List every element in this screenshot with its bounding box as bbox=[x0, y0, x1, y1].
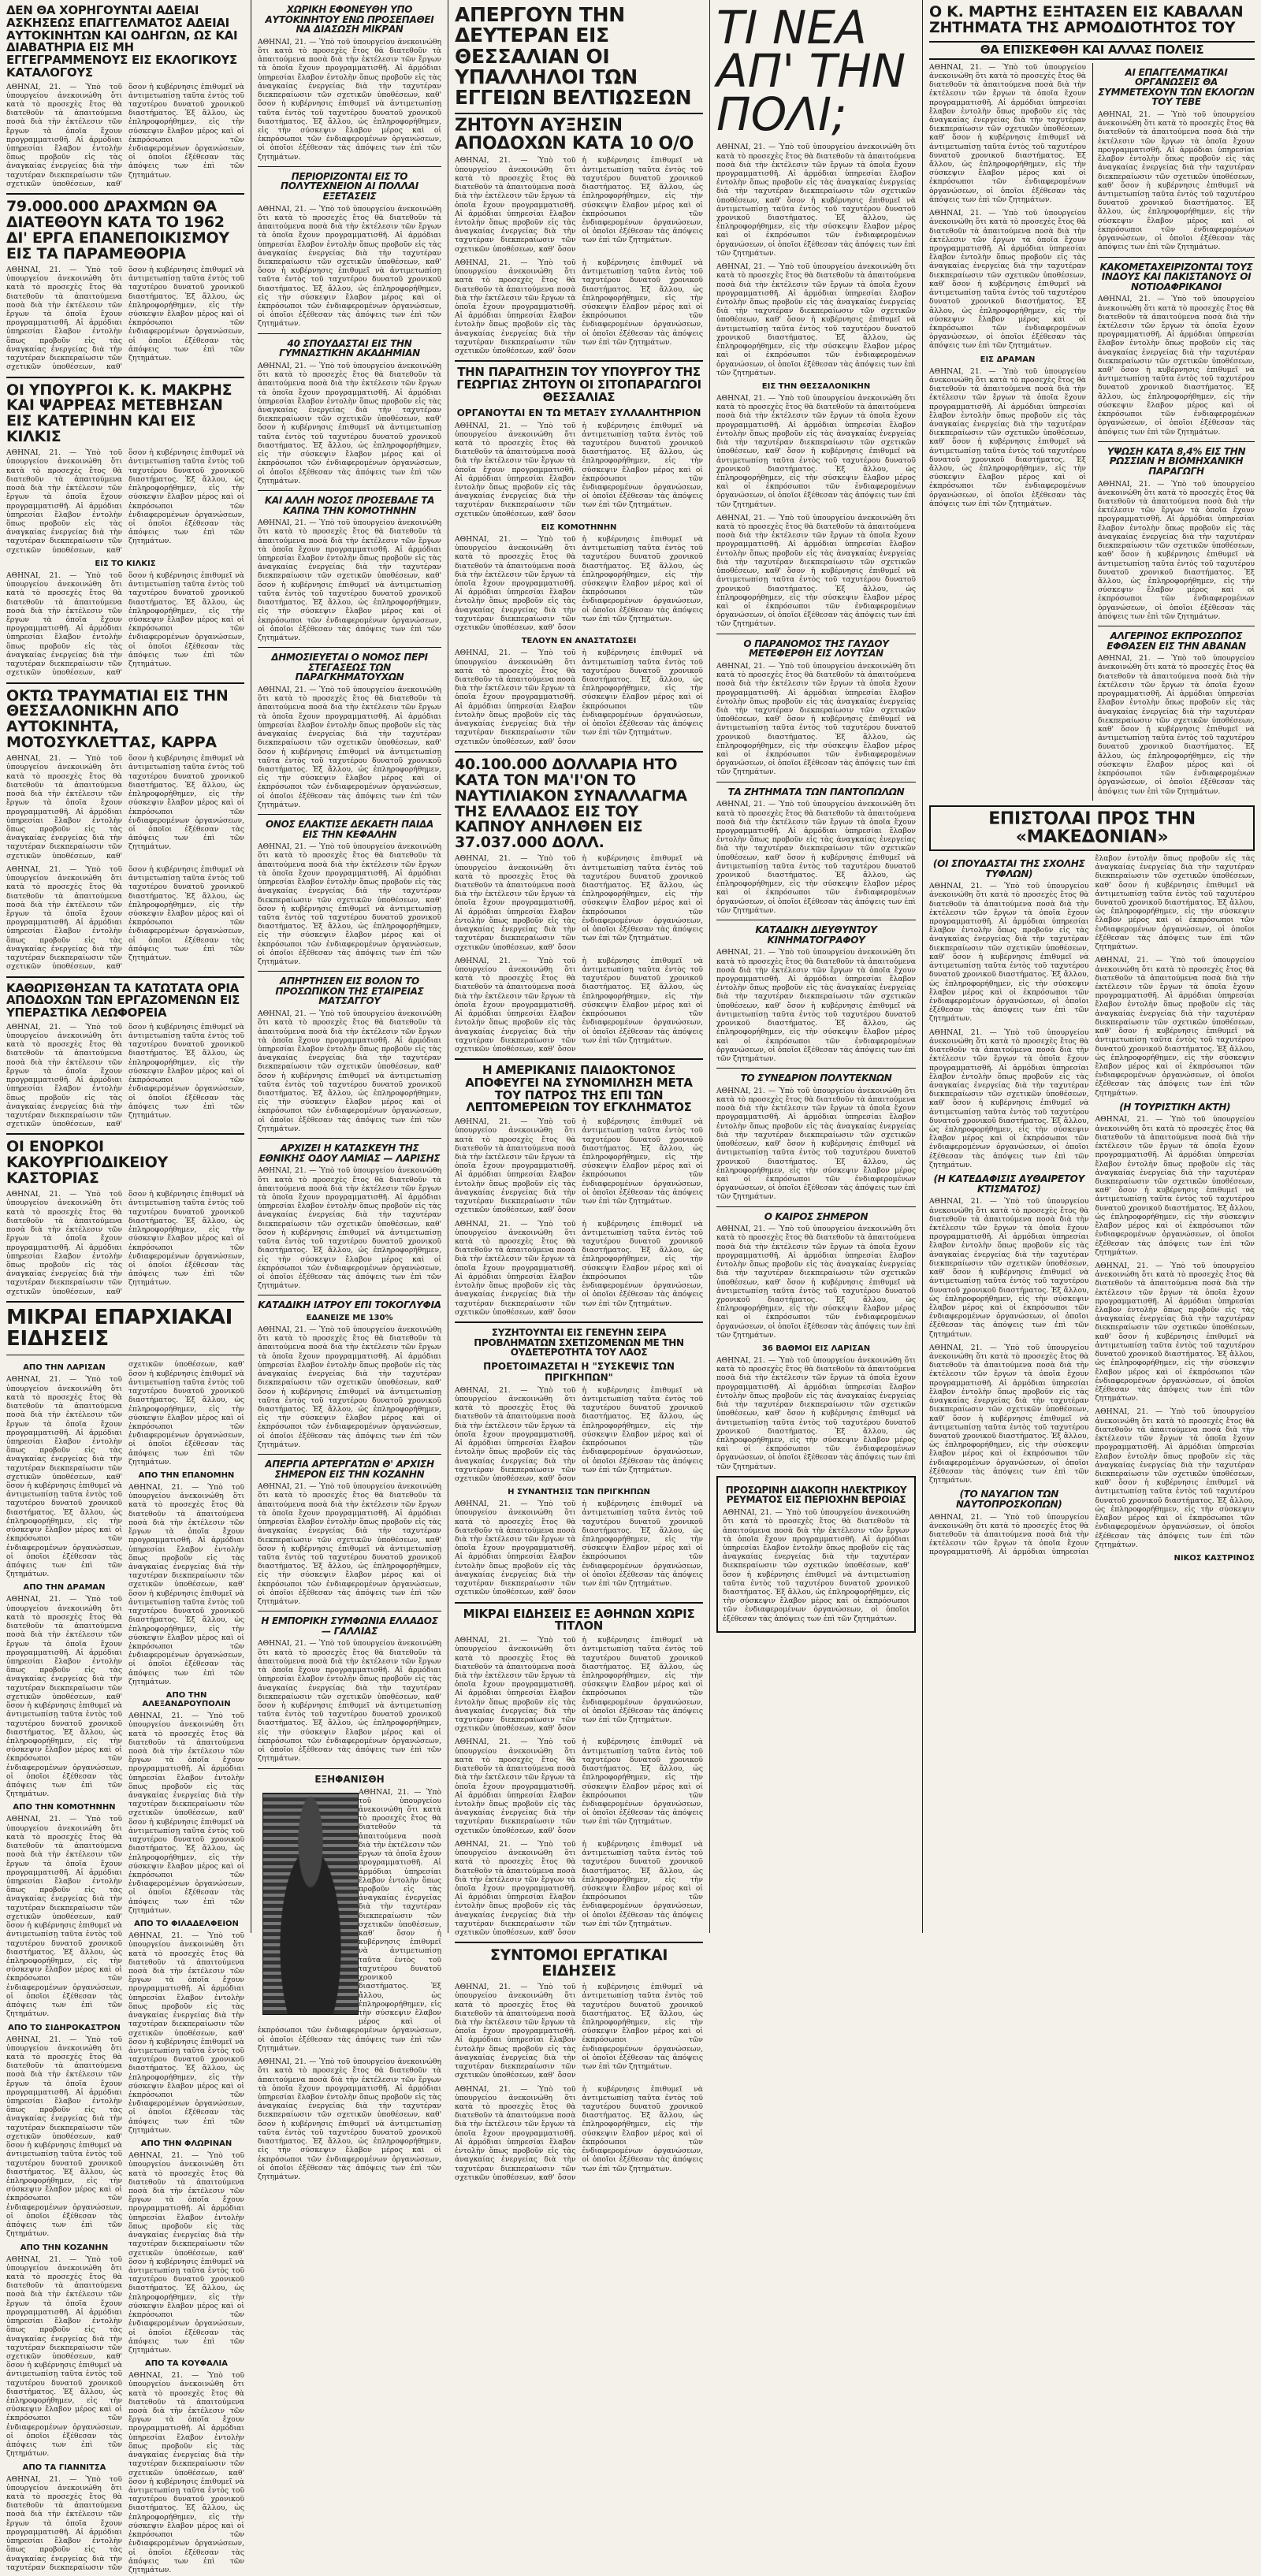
headline: Η ΕΜΠΟΡΙΚΗ ΣΥΜΦΩΝΙΑ ΕΛΛΑΔΟΣ — ΓΑΛΛΙΑΣ bbox=[261, 1615, 438, 1637]
article-text: ΑΘΗΝΑΙ, 21. — Ὑπὸ τοῦ ὑπουργείου ἀνεκοινώθη ὅτι κατὰ τὸ προσεχὲς ἔτος θὰ διατεθοῦν τὰ ἀπαιτούμενα ποσὰ διὰ τὴν ἐκτέλεσιν τῶν ἔργων τὰ ὁποῖα ἔχουν προγραμματισθῆ. Αἱ ἀρμόδιαι ὑπηρεσίαι ἔλαβον ἐντολὴν ὅπως προβοῦν εἰς τὰς ἀναγκαίας ἐνεργείας διὰ τὴν ταχυτέραν διεκπεραίωσιν τῶν σχετικῶν ὑποθέσεων, καθ' ὅσον ἡ κυβέρνησις ἐπιθυμεῖ νὰ ἀντιμετωπίσῃ ταῦτα ἐντὸς τοῦ ταχυτέρου δυνατοῦ χρονικοῦ διαστήματος. Ἐξ ἄλλου, ὡς ἐπληροφορήθημεν, εἰς τὴν σύσκεψιν ἔλαβον μέρος καὶ οἱ ἐκπρόσωποι τῶν ἐνδιαφερομένων ὀργανώσεων, οἱ ὁποῖοι ἐξέθεσαν τὰς ἀπόψεις των ἐπὶ τῶν ζητημάτων. bbox=[258, 842, 441, 967]
subheading: ΟΡΓΑΝΟΥΤΑΙ ΕΝ ΤΩ ΜΕΤΑΞΥ ΣΥΛΛΑΛΗΤΗΡΙΟΝ bbox=[456, 407, 701, 418]
article-text: ΑΘΗΝΑΙ, 21. — Ὑπὸ τοῦ ὑπουργείου ἀνεκοινώθη ὅτι κατὰ τὸ προσεχὲς ἔτος θὰ διατεθοῦν τὰ ἀπαιτούμενα ποσὰ διὰ τὴν ἐκτέλεσιν τῶν ἔργων τὰ ὁποῖα ἔχουν προγραμματισθῆ. Αἱ ἀρμόδιαι ὑπηρεσίαι ἔλαβον ἐντολὴν ὅπως προβοῦν εἰς τὰς ἀναγκαίας ἐνεργείας διὰ τὴν ταχυτέραν διεκπεραίωσιν τῶν σχετικῶν ὑποθέσεων, καθ' ὅσον ἡ κυβέρνησις ἐπιθυμεῖ νὰ ἀντιμετωπίσῃ ταῦτα ἐντὸς τοῦ ταχυτέρου δυνατοῦ χρονικοῦ διαστήματος. Ἐξ ἄλλου, ὡς ἐπληροφορήθημεν, εἰς τὴν σύσκεψιν ἔλαβον μέρος καὶ οἱ ἐκπρόσωποι τῶν ἐνδιαφερομένων ὀργανώσεων, οἱ ὁποῖοι ἐξέθεσαν τὰς ἀπόψεις των ἐπὶ τῶν ζητημάτων. bbox=[6, 2035, 122, 2239]
article-text: ΑΘΗΝΑΙ, 21. — Ὑπὸ τοῦ ὑπουργείου ἀνεκοινώθη ὅτι κατὰ τὸ προσεχὲς ἔτος θὰ διατεθοῦν τὰ ἀπαιτούμενα ποσὰ διὰ τὴν ἐκτέλεσιν τῶν ἔργων τὰ ὁποῖα ἔχουν προγραμματισθῆ. Αἱ ἀρμόδιαι ὑπηρεσίαι ἔλαβον ἐντολὴν ὅπως προβοῦν εἰς τὰς ἀναγκαίας ἐνεργείας διὰ τὴν ταχυτέραν διεκπεραίωσιν τῶν σχετικῶν ὑποθέσεων, καθ' ὅσον ἡ κυβέρνησις ἐπιθυμεῖ νὰ ἀντιμετωπίσῃ ταῦτα ἐντὸς τοῦ ταχυτέρου δυνατοῦ χρονικοῦ διαστήματος. Ἐξ ἄλλου, ὡς ἐπληροφορήθημεν, εἰς τὴν σύσκεψιν ἔλαβον μέρος καὶ οἱ ἐκπρόσωποι τῶν ἐνδιαφερομένων ὀργανώσεων, οἱ ὁποῖοι ἐξέθεσαν τὰς ἀπόψεις των ἐπὶ τῶν ζητημάτων. bbox=[6, 448, 244, 555]
article-text: ΑΘΗΝΑΙ, 21. — Ὑπὸ τοῦ ὑπουργείου ἀνεκοινώθη ὅτι κατὰ τὸ προσεχὲς ἔτος θὰ διατεθοῦν τὰ ἀπαιτούμενα ποσὰ διὰ τὴν ἐκτέλεσιν τῶν ἔργων τὰ ὁποῖα ἔχουν προγραμματισθῆ. Αἱ ἀρμόδιαι ὑπηρεσίαι ἔλαβον ἐντολὴν ὅπως προβοῦν εἰς τὰς ἀναγκαίας ἐνεργείας διὰ τὴν ταχυτέραν διεκπεραίωσιν τῶν σχετικῶν ὑποθέσεων, καθ' ὅσον ἡ κυβέρνησις ἐπιθυμεῖ νὰ ἀντιμετωπίσῃ ταῦτα ἐντὸς τοῦ ταχυτέρου δυνατοῦ χρονικοῦ διαστήματος. Ἐξ ἄλλου, ὡς ἐπληροφορήθημεν, εἰς τὴν σύσκεψιν ἔλαβον μέρος καὶ οἱ ἐκπρόσωποι τῶν ἐνδιαφερομένων ὀργανώσεων, οἱ ὁποῖοι ἐξέθεσαν τὰς ἀπόψεις των ἐπὶ τῶν ζητημάτων. bbox=[1098, 295, 1255, 437]
article-text: ΑΘΗΝΑΙ, 21. — Ὑπὸ τοῦ ὑπουργείου ἀνεκοινώθη ὅτι κατὰ τὸ προσεχὲς ἔτος θὰ διατεθοῦν τὰ ἀπαιτούμενα ποσὰ διὰ τὴν ἐκτέλεσιν τῶν ἔργων τὰ ὁποῖα ἔχουν προγραμματισθῆ. Αἱ ἀρμόδιαι ὑπηρεσίαι ἔλαβον ἐντολὴν ὅπως προβοῦν εἰς τὰς ἀναγκαίας ἐνεργείας διὰ τὴν ταχυτέραν διεκπεραίωσιν τῶν σχετικῶν ὑποθέσεων, καθ' ὅσον ἡ κυβέρνησις ἐπιθυμεῖ νὰ ἀντιμετωπίσῃ ταῦτα ἐντὸς τοῦ ταχυτέρου δυνατοῦ χρονικοῦ διαστήματος. Ἐξ ἄλλου, ὡς ἐπληροφορήθημεν, εἰς τὴν σύσκεψιν ἔλαβον μέρος καὶ οἱ ἐκπρόσωποι τῶν ἐνδιαφερομένων ὀργανώσεων, οἱ ὁποῖοι ἐξέθεσαν τὰς ἀπόψεις των ἐπὶ τῶν ζητημάτων. bbox=[723, 1508, 909, 1623]
article-text: ΑΘΗΝΑΙ, 21. — Ὑπὸ τοῦ ὑπουργείου ἀνεκοινώθη ὅτι κατὰ τὸ προσεχὲς ἔτος θὰ διατεθοῦν τὰ ἀπαιτούμενα ποσὰ διὰ τὴν ἐκτέλεσιν τῶν ἔργων τὰ ὁποῖα ἔχουν προγραμματισθῆ. Αἱ ἀρμόδιαι ὑπηρεσίαι ἔλαβον ἐντολὴν ὅπως προβοῦν εἰς τὰς ἀναγκαίας ἐνεργείας διὰ τὴν ταχυτέραν διεκπεραίωσιν τῶν σχετικῶν ὑποθέσεων, καθ' ὅσον ἡ κυβέρνησις ἐπιθυμεῖ νὰ ἀντιμετωπίσῃ ταῦτα ἐντὸς τοῦ ταχυτέρου δυνατοῦ χρονικοῦ διαστήματος. Ἐξ ἄλλου, ὡς ἐπληροφορήθημεν, εἰς τὴν σύσκεψιν ἔλαβον μέρος καὶ οἱ ἐκπρόσωποι τῶν ἐνδιαφερομένων ὀργανώσεων, οἱ ὁποῖοι ἐξέθεσαν τὰς ἀπόψεις των ἐπὶ τῶν ζητημάτων. bbox=[455, 156, 703, 254]
article-text: ΑΘΗΝΑΙ, 21. — Ὑπὸ τοῦ ὑπουργείου ἀνεκοινώθη ὅτι κατὰ τὸ προσεχὲς ἔτος θὰ διατεθοῦν τὰ ἀπαιτούμενα ποσὰ διὰ τὴν ἐκτέλεσιν τῶν ἔργων τὰ ὁποῖα ἔχουν προγραμματισθῆ. Αἱ ἀρμόδιαι ὑπηρεσίαι ἔλαβον ἐντολὴν ὅπως προβοῦν εἰς τὰς ἀναγκαίας ἐνεργείας διὰ τὴν ταχυτέραν διεκπεραίωσιν τῶν σχετικῶν ὑποθέσεων, καθ' ὅσον ἡ κυβέρνησις ἐπιθυμεῖ νὰ ἀντιμετωπίσῃ ταῦτα ἐντὸς τοῦ ταχυτέρου δυνατοῦ χρονικοῦ διαστήματος. Ἐξ ἄλλου, ὡς ἐπληροφορήθημεν, εἰς τὴν σύσκεψιν ἔλαβον μέρος καὶ οἱ ἐκπρόσωποι τῶν ἐνδιαφερομένων ὀργανώσεων, οἱ ὁποῖοι ἐξέθεσαν τὰς ἀπόψεις των ἐπὶ τῶν ζητημάτων. bbox=[6, 864, 244, 972]
article-text: ΑΘΗΝΑΙ, 21. — Ὑπὸ τοῦ ὑπουργείου ἀνεκοινώθη ὅτι κατὰ τὸ προσεχὲς ἔτος θὰ διατεθοῦν τὰ ἀπαιτούμενα ποσὰ διὰ τὴν ἐκτέλεσιν τῶν ἔργων τὰ ὁποῖα ἔχουν προγραμματισθῆ. Αἱ ἀρμόδιαι ὑπηρεσίαι ἔλαβον ἐντολὴν ὅπως προβοῦν εἰς τὰς ἀναγκαίας ἐνεργείας διὰ τὴν ταχυτέραν διεκπεραίωσιν τῶν σχετικῶν ὑποθέσεων, καθ' ὅσον ἡ κυβέρνησις ἐπιθυμεῖ νὰ ἀντιμετωπίσῃ ταῦτα ἐντὸς τοῦ ταχυτέρου δυνατοῦ χρονικοῦ διαστήματος. Ἐξ ἄλλου, ὡς ἐπληροφορήθημεν, εἰς τὴν σύσκεψιν ἔλαβον μέρος καὶ οἱ ἐκπρόσωποι τῶν ἐνδιαφερομένων ὀργανώσεων, οἱ ὁποῖοι ἐξέθεσαν τὰς ἀπόψεις των ἐπὶ τῶν ζητημάτων. bbox=[455, 1636, 703, 1734]
subheading: ΑΠΟ ΤΟ ΦΙΛΑΔΕΛΦΕΙΟΝ bbox=[134, 1920, 239, 1929]
article-text: ΑΘΗΝΑΙ, 21. — Ὑπὸ τοῦ ὑπουργείου ἀνεκοινώθη ὅτι κατὰ τὸ προσεχὲς ἔτος θὰ διατεθοῦν τὰ ἀπαιτούμενα ποσὰ διὰ τὴν ἐκτέλεσιν τῶν ἔργων τὰ ὁποῖα ἔχουν προγραμματισθῆ. Αἱ ἀρμόδιαι ὑπηρεσίαι ἔλαβον ἐντολὴν ὅπως προβοῦν εἰς τὰς ἀναγκαίας ἐνεργείας διὰ τὴν ταχυτέραν διεκπεραίωσιν τῶν σχετικῶν ὑποθέσεων, καθ' ὅσον ἡ κυβέρνησις ἐπιθυμεῖ νὰ ἀντιμετωπίσῃ ταῦτα ἐντὸς τοῦ ταχυτέρου δυνατοῦ χρονικοῦ διαστήματος. Ἐξ ἄλλου, ὡς ἐπληροφορήθημεν, εἰς τὴν σύσκεψιν ἔλαβον μέρος καὶ οἱ ἐκπρόσωποι τῶν ἐνδιαφερομένων ὀργανώσεων, οἱ ὁποῖοι ἐξέθεσαν τὰς ἀπόψεις των ἐπὶ τῶν ζητημάτων. bbox=[716, 1086, 916, 1202]
headline: Ο ΚΑΙΡΟΣ ΣΗΜΕΡΟΝ bbox=[764, 1210, 869, 1222]
article-text: ΑΘΗΝΑΙ, 21. — Ὑπὸ τοῦ ὑπουργείου ἀνεκοινώθη ὅτι κατὰ τὸ προσεχὲς ἔτος θὰ διατεθοῦν τὰ ἀπαιτούμενα ποσὰ διὰ τὴν ἐκτέλεσιν τῶν ἔργων τὰ ὁποῖα ἔχουν προγραμματισθῆ. Αἱ ἀρμόδιαι ὑπηρεσίαι ἔλαβον ἐντολὴν ὅπως προβοῦν εἰς τὰς ἀναγκαίας ἐνεργείας διὰ τὴν ταχυτέραν διεκπεραίωσιν τῶν σχετικῶν ὑποθέσεων, καθ' ὅσον ἡ κυβέρνησις ἐπιθυμεῖ νὰ ἀντιμετωπίσῃ ταῦτα ἐντὸς τοῦ ταχυτέρου δυνατοῦ χρονικοῦ διαστήματος. Ἐξ ἄλλου, ὡς ἐπληροφορήθημεν, εἰς τὴν σύσκεψιν ἔλαβον μέρος καὶ οἱ ἐκπρόσωποι τῶν ἐνδιαφερομένων ὀργανώσεων, οἱ ὁποῖοι ἐξέθεσαν τὰς ἀπόψεις των ἐπὶ τῶν ζητημάτων. bbox=[6, 754, 244, 861]
subheading: ΕΙΣ ΤΗΝ ΘΕΣΣΑΛΟΝΙΚΗΝ bbox=[761, 381, 871, 391]
signature: ΝΙΚΟΣ ΚΑΣΤΡΙΝΟΣ bbox=[1174, 1553, 1255, 1563]
article-text: ΑΘΗΝΑΙ, 21. — Ὑπὸ τοῦ ὑπουργείου ἀνεκοινώθη ὅτι κατὰ τὸ προσεχὲς ἔτος θὰ διατεθοῦν τὰ ἀπαιτούμενα ποσὰ διὰ τὴν ἐκτέλεσιν τῶν ἔργων τὰ ὁποῖα ἔχουν προγραμματισθῆ. Αἱ ἀρμόδιαι ὑπηρεσίαι ἔλαβον ἐντολὴν ὅπως προβοῦν εἰς τὰς ἀναγκαίας ἐνεργείας διὰ τὴν ταχυτέραν διεκπεραίωσιν τῶν σχετικῶν ὑποθέσεων, καθ' ὅσον ἡ κυβέρνησις ἐπιθυμεῖ νὰ ἀντιμετωπίσῃ ταῦτα ἐντὸς τοῦ ταχυτέρου δυνατοῦ χρονικοῦ διαστήματος. Ἐξ ἄλλου, ὡς ἐπληροφορήθημεν, εἰς τὴν σύσκεψιν ἔλαβον μέρος καὶ οἱ ἐκπρόσωποι τῶν ἐνδιαφερομένων ὀργανώσεων, οἱ ὁποῖοι ἐξέθεσαν τὰς ἀπόψεις των ἐπὶ τῶν ζητημάτων. bbox=[258, 361, 441, 485]
subheading: ΑΠΟ ΤΟ ΣΙΔΗΡΟΚΑΣΤΡΟΝ bbox=[8, 2023, 121, 2032]
article-text: ΑΘΗΝΑΙ, 21. — Ὑπὸ τοῦ ὑπουργείου ἀνεκοινώθη ὅτι κατὰ τὸ προσεχὲς ἔτος θὰ διατεθοῦν τὰ ἀπαιτούμενα ποσὰ διὰ τὴν ἐκτέλεσιν τῶν ἔργων τὰ ὁποῖα ἔχουν προγραμματισθῆ. Αἱ ἀρμόδιαι ὑπηρεσίαι ἔλαβον ἐντολὴν ὅπως προβοῦν εἰς τὰς ἀναγκαίας ἐνεργείας διὰ τὴν ταχυτέραν διεκπεραίωσιν τῶν σχετικῶν ὑποθέσεων, καθ' ὅσον ἡ κυβέρνησις ἐπιθυμεῖ νὰ ἀντιμετωπίσῃ ταῦτα ἐντὸς τοῦ ταχυτέρου δυνατοῦ χρονικοῦ διαστήματος. Ἐξ ἄλλου, ὡς ἐπληροφορήθημεν, εἰς τὴν σύσκεψιν ἔλαβον μέρος καὶ οἱ ἐκπρόσωποι τῶν ἐνδιαφερομένων ὀργανώσεων, οἱ ὁποῖοι ἐξέθεσαν τὰς ἀπόψεις των ἐπὶ τῶν ζητημάτων. bbox=[6, 1375, 122, 1579]
section-title: ΤΙ ΝΕΑ ΑΠ' ΤΗΝ ΠΟΛΙ; bbox=[716, 1, 906, 142]
headline: ΑΠΕΡΓΙΑ ΑΡΤΕΡΓΑΤΩΝ Θ' ΑΡΧΙΣΗ ΣΗΜΕΡΟΝ ΕΙΣ ΤΗΝ ΚΟΖΑΝΗΝ bbox=[265, 1459, 434, 1480]
headline: ΜΙΚΡΑΙ ΕΠΑΡΧΙΑΚΑΙ ΕΙΔΗΣΕΙΣ bbox=[6, 1305, 232, 1351]
subheading: ΑΠΟ ΤΗΝ ΛΑΡΙΣΑΝ bbox=[23, 1363, 106, 1373]
article-text: ΑΘΗΝΑΙ, 21. — Ὑπὸ τοῦ ὑπουργείου ἀνεκοινώθη ὅτι κατὰ τὸ προσεχὲς ἔτος θὰ διατεθοῦν τὰ ἀπαιτούμενα ποσὰ διὰ τὴν ἐκτέλεσιν τῶν ἔργων τὰ ὁποῖα ἔχουν προγραμματισθῆ. Αἱ ἀρμόδιαι ὑπηρεσίαι ἔλαβον ἐντολὴν ὅπως προβοῦν εἰς τὰς ἀναγκαίας ἐνεργείας διὰ τὴν ταχυτέραν διεκπεραίωσιν τῶν σχετικῶν ὑποθέσεων, καθ' ὅσον ἡ κυβέρνησις ἐπιθυμεῖ νὰ ἀντιμετωπίσῃ ταῦτα ἐντὸς τοῦ ταχυτέρου δυνατοῦ χρονικοῦ διαστήματος. Ἐξ ἄλλου, ὡς ἐπληροφορήθημεν, εἰς τὴν σύσκεψιν ἔλαβον μέρος καὶ οἱ ἐκπρόσωποι τῶν ἐνδιαφερομένων ὀργανώσεων, οἱ ὁποῖοι ἐξέθεσαν τὰς ἀπόψεις των ἐπὶ τῶν ζητημάτων. bbox=[716, 393, 916, 509]
headline: ΑΙ ΕΠΑΓΓΕΛΜΑΤΙΚΑΙ ΟΡΓΑΝΩΣΕΙΣ ΘΑ ΣΥΜΜΕΤΕΧΟΥΝ ΤΩΝ ΕΚΛΟΓΩΝ ΤΟΥ ΤΕΒΕ bbox=[1098, 66, 1255, 108]
article-text: ΑΘΗΝΑΙ, 21. — Ὑπὸ τοῦ ὑπουργείου ἀνεκοινώθη ὅτι κατὰ τὸ προσεχὲς ἔτος θὰ διατεθοῦν τὰ ἀπαιτούμενα ποσὰ διὰ τὴν ἐκτέλεσιν τῶν ἔργων τὰ ὁποῖα ἔχουν προγραμματισθῆ. Αἱ ἀρμόδιαι ὑπηρεσίαι ἔλαβον ἐντολὴν ὅπως προβοῦν εἰς τὰς ἀναγκαίας ἐνεργείας διὰ τὴν ταχυτέραν διεκπεραίωσιν τῶν σχετικῶν ὑποθέσεων, καθ' ὅσον ἡ κυβέρνησις ἐπιθυμεῖ νὰ ἀντιμετωπίσῃ ταῦτα ἐντὸς τοῦ ταχυτέρου δυνατοῦ χρονικοῦ διαστήματος. Ἐξ ἄλλου, ὡς ἐπληροφορήθημεν, εἰς τὴν σύσκεψιν ἔλαβον μέρος καὶ οἱ ἐκπρόσωποι τῶν ἐνδιαφερομένων ὀργανώσεων, οἱ ὁποῖοι ἐξέθεσαν τὰς ἀπόψεις των ἐπὶ τῶν ζητημάτων. bbox=[455, 649, 703, 746]
article-text: ΑΘΗΝΑΙ, 21. — Ὑπὸ τοῦ ὑπουργείου ἀνεκοινώθη ὅτι κατὰ τὸ προσεχὲς ἔτος θὰ διατεθοῦν τὰ ἀπαιτούμενα ποσὰ διὰ τὴν ἐκτέλεσιν τῶν ἔργων τὰ ὁποῖα ἔχουν προγραμματισθῆ. Αἱ ἀρμόδιαι ὑπηρεσίαι ἔλαβον ἐντολὴν ὅπως προβοῦν εἰς τὰς ἀναγκαίας ἐνεργείας διὰ τὴν ταχυτέραν διεκπεραίωσιν τῶν σχετικῶν ὑποθέσεων, καθ' ὅσον ἡ κυβέρνησις ἐπιθυμεῖ νὰ ἀντιμετωπίσῃ ταῦτα ἐντὸς τοῦ ταχυτέρου δυνατοῦ χρονικοῦ διαστήματος. Ἐξ ἄλλου, ὡς ἐπληροφορήθημεν, εἰς τὴν σύσκεψιν ἔλαβον μέρος καὶ οἱ ἐκπρόσωποι τῶν ἐνδιαφερομένων ὀργανώσεων, οἱ ὁποῖοι ἐξέθεσαν τὰς ἀπόψεις των ἐπὶ τῶν ζητημάτων. bbox=[258, 2057, 441, 2181]
headline: 40.100.000 ΔΟΛΛΑΡΙΑ ΗΤΟ ΚΑΤΑ ΤΟΝ ΜΑ'Ι'ΟΝ ΤΟ ΝΑΥΤΙΛΙΑΚΟΝ ΣΥΝΑΛΛΑΓΜΑ ΤΗΣ ΕΛΛΑΔΟΣ ΕΙΣ ΤΟΥ ΚΑΠΝΟΥ ΑΝΗΛΘΕΝ ΕΙΣ 37.037.000 ΔΟΛΛ. bbox=[455, 755, 687, 852]
article-text: ΑΘΗΝΑΙ, 21. — Ὑπὸ τοῦ ὑπουργείου ἀνεκοινώθη ὅτι κατὰ τὸ προσεχὲς ἔτος θὰ διατεθοῦν τὰ ἀπαιτούμενα ποσὰ διὰ τὴν ἐκτέλεσιν τῶν ἔργων τὰ ὁποῖα ἔχουν προγραμματισθῆ. Αἱ ἀρμόδιαι ὑπηρεσίαι ἔλαβον ἐντολὴν ὅπως προβοῦν εἰς τὰς ἀναγκαίας ἐνεργείας διὰ τὴν ταχυτέραν διεκπεραίωσιν τῶν σχετικῶν ὑποθέσεων, καθ' ὅσον ἡ κυβέρνησις ἐπιθυμεῖ νὰ ἀντιμετωπίσῃ ταῦτα ἐντὸς τοῦ ταχυτέρου δυνατοῦ χρονικοῦ διαστήματος. Ἐξ ἄλλου, ὡς ἐπληροφορήθημεν, εἰς τὴν σύσκεψιν ἔλαβον μέρος καὶ οἱ ἐκπρόσωποι τῶν ἐνδιαφερομένων ὀργανώσεων, οἱ ὁποῖοι ἐξέθεσαν τὰς ἀπόψεις των ἐπὶ τῶν ζητημάτων. bbox=[929, 209, 1086, 351]
article-text: ΑΘΗΝΑΙ, 21. — Ὑπὸ τοῦ ὑπουργείου ἀνεκοινώθη ὅτι κατὰ τὸ προσεχὲς ἔτος θὰ διατεθοῦν τὰ ἀπαιτούμενα ποσὰ διὰ τὴν ἐκτέλεσιν τῶν ἔργων τὰ ὁποῖα ἔχουν προγραμματισθῆ. Αἱ ἀρμόδιαι ὑπηρεσίαι ἔλαβον ἐντολὴν ὅπως προβοῦν εἰς τὰς ἀναγκαίας ἐνεργείας διὰ τὴν ταχυτέραν διεκπεραίωσιν τῶν σχετικῶν ὑποθέσεων, καθ' ὅσον ἡ κυβέρνησις ἐπιθυμεῖ νὰ ἀντιμετωπίσῃ ταῦτα ἐντὸς τοῦ ταχυτέρου δυνατοῦ χρονικοῦ διαστήματος. Ἐξ ἄλλου, ὡς ἐπληροφορήθημεν, εἰς τὴν σύσκεψιν ἔλαβον μέρος καὶ οἱ ἐκπρόσωποι τῶν ἐνδιαφερομένων ὀργανώσεων, οἱ ὁποῖοι ἐξέθεσαν τὰς ἀπόψεις των ἐπὶ τῶν ζητημάτων. bbox=[1095, 956, 1255, 1098]
article-text: ΑΘΗΝΑΙ, 21. — Ὑπὸ τοῦ ὑπουργείου ἀνεκοινώθη ὅτι κατὰ τὸ προσεχὲς ἔτος θὰ διατεθοῦν τὰ ἀπαιτούμενα ποσὰ διὰ τὴν ἐκτέλεσιν τῶν ἔργων τὰ ὁποῖα ἔχουν προγραμματισθῆ. Αἱ ἀρμόδιαι ὑπηρεσίαι ἔλαβον ἐντολὴν ὅπως προβοῦν εἰς τὰς ἀναγκαίας ἐνεργείας διὰ τὴν ταχυτέραν διεκπεραίωσιν τῶν σχετικῶν ὑποθέσεων, καθ' ὅσον ἡ κυβέρνησις ἐπιθυμεῖ νὰ ἀντιμετωπίσῃ ταῦτα ἐντὸς τοῦ ταχυτέρου δυνατοῦ χρονικοῦ διαστήματος. Ἐξ ἄλλου, ὡς ἐπληροφορήθημεν, εἰς τὴν σύσκεψιν ἔλαβον μέρος καὶ οἱ ἐκπρόσωποι τῶν ἐνδιαφερομένων ὀργανώσεων, οἱ ὁποῖοι ἐξέθεσαν τὰς ἀπόψεις των ἐπὶ τῶν ζητημάτων. bbox=[929, 882, 1089, 1024]
article-text: ΑΘΗΝΑΙ, 21. — Ὑπὸ τοῦ ὑπουργείου ἀνεκοινώθη ὅτι κατὰ τὸ προσεχὲς ἔτος θὰ διατεθοῦν τὰ ἀπαιτούμενα ποσὰ διὰ τὴν ἐκτέλεσιν τῶν ἔργων τὰ ὁποῖα ἔχουν προγραμματισθῆ. Αἱ ἀρμόδιαι ὑπηρεσίαι ἔλαβον ἐντολὴν ὅπως προβοῦν εἰς τὰς ἀναγκαίας ἐνεργείας διὰ τὴν ταχυτέραν διεκπεραίωσιν τῶν σχετικῶν ὑποθέσεων, καθ' ὅσον ἡ κυβέρνησις ἐπιθυμεῖ νὰ ἀντιμετωπίσῃ ταῦτα ἐντὸς τοῦ ταχυτέρου δυνατοῦ χρονικοῦ διαστήματος. Ἐξ ἄλλου, ὡς ἐπληροφορήθημεν, εἰς τὴν σύσκεψιν ἔλαβον μέρος καὶ οἱ ἐκπρόσωποι τῶν ἐνδιαφερομένων ὀργανώσεων, οἱ ὁποῖοι ἐξέθεσαν τὰς ἀπόψεις των ἐπὶ τῶν ζητημάτων. bbox=[455, 258, 703, 356]
boxed-notice bbox=[716, 1476, 916, 1633]
article-text: ΑΘΗΝΑΙ, 21. — Ὑπὸ τοῦ ὑπουργείου ἀνεκοινώθη ὅτι κατὰ τὸ προσεχὲς ἔτος θὰ διατεθοῦν τὰ ἀπαιτούμενα ποσὰ διὰ τὴν ἐκτέλεσιν τῶν ἔργων τὰ ὁποῖα ἔχουν προγραμματισθῆ. Αἱ ἀρμόδιαι ὑπηρεσίαι ἔλαβον ἐντολὴν ὅπως προβοῦν εἰς τὰς ἀναγκαίας ἐνεργείας διὰ τὴν ταχυτέραν διεκπεραίωσιν τῶν σχετικῶν ὑποθέσεων, καθ' ὅσον ἡ κυβέρνησις ἐπιθυμεῖ νὰ ἀντιμετωπίσῃ ταῦτα ἐντὸς τοῦ ταχυτέρου δυνατοῦ χρονικοῦ διαστήματος. Ἐξ ἄλλου, ὡς ἐπληροφορήθημεν, εἰς τὴν σύσκεψιν ἔλαβον μέρος καὶ οἱ ἐκπρόσωποι τῶν ἐνδιαφερομένων ὀργανώσεων, οἱ ὁποῖοι ἐξέθεσαν τὰς ἀπόψεις των ἐπὶ τῶν ζητημάτων. bbox=[929, 1197, 1089, 1339]
headline: ΟΝΟΣ ΕΛΑΚΤΙΣΕ ΔΕΚΑΕΤΗ ΠΑΙΔΑ ΕΙΣ ΤΗΝ ΚΕΦΑΛΗΝ bbox=[265, 819, 434, 840]
article-text: ΑΘΗΝΑΙ, 21. — Ὑπὸ τοῦ ὑπουργείου ἀνεκοινώθη ὅτι κατὰ τὸ προσεχὲς ἔτος θὰ διατεθοῦν τὰ ἀπαιτούμενα ποσὰ διὰ τὴν ἐκτέλεσιν τῶν ἔργων τὰ ὁποῖα ἔχουν προγραμματισθῆ. Αἱ ἀρμόδιαι ὑπηρεσίαι ἔλαβον ἐντολὴν ὅπως προβοῦν εἰς τὰς ἀναγκαίας ἐνεργείας διὰ τὴν ταχυτέραν διεκπεραίωσιν τῶν σχετικῶν ὑποθέσεων, καθ' ὅσον ἡ κυβέρνησις ἐπιθυμεῖ νὰ ἀντιμετωπίσῃ ταῦτα ἐντὸς τοῦ ταχυτέρου δυνατοῦ χρονικοῦ διαστήματος. Ἐξ ἄλλου, ὡς ἐπληροφορήθημεν, εἰς τὴν σύσκεψιν ἔλαβον μέρος καὶ οἱ ἐκπρόσωποι τῶν ἐνδιαφερομένων ὀργανώσεων, οἱ ὁποῖοι ἐξέθεσαν τὰς ἀπόψεις των ἐπὶ τῶν ζητημάτων. bbox=[128, 2151, 244, 2355]
headline: ΥΨΩΣΗ ΚΑΤΑ 8,4% ΕΙΣ ΤΗΝ ΡΩΣΣΙΑΝ Η ΒΙΟΜΗΧΑΝΙΚΗ ΠΑΡΑΓΩΓΗ bbox=[1107, 445, 1246, 477]
article-text: ΑΘΗΝΑΙ, 21. — Ὑπὸ τοῦ ὑπουργείου ἀνεκοινώθη ὅτι κατὰ τὸ προσεχὲς ἔτος θὰ διατεθοῦν τὰ ἀπαιτούμενα ποσὰ διὰ τὴν ἐκτέλεσιν τῶν ἔργων τὰ ὁποῖα ἔχουν προγραμματισθῆ. Αἱ ἀρμόδιαι ὑπηρεσίαι ἔλαβον ἐντολὴν ὅπως προβοῦν εἰς τὰς ἀναγκαίας ἐνεργείας διὰ τὴν ταχυτέραν διεκπεραίωσιν τῶν σχετικῶν ὑποθέσεων, καθ' ὅσον ἡ κυβέρνησις ἐπιθυμεῖ νὰ ἀντιμετωπίσῃ ταῦτα ἐντὸς τοῦ ταχυτέρου δυνατοῦ χρονικοῦ διαστήματος. Ἐξ ἄλλου, ὡς ἐπληροφορήθημεν, εἰς τὴν σύσκεψιν ἔλαβον μέρος καὶ οἱ ἐκπρόσωποι τῶν ἐνδιαφερομένων ὀργανώσεων, οἱ ὁποῖοι ἐξέθεσαν τὰς ἀπόψεις των ἐπὶ τῶν ζητημάτων. bbox=[6, 265, 244, 372]
article-text: ΑΘΗΝΑΙ, 21. — Ὑπὸ τοῦ ὑπουργείου ἀνεκοινώθη ὅτι κατὰ τὸ προσεχὲς ἔτος θὰ διατεθοῦν τὰ ἀπαιτούμενα ποσὰ διὰ τὴν ἐκτέλεσιν τῶν ἔργων τὰ ὁποῖα ἔχουν προγραμματισθῆ. Αἱ ἀρμόδιαι ὑπηρεσίαι ἔλαβον ἐντολὴν ὅπως προβοῦν εἰς τὰς ἀναγκαίας ἐνεργείας διὰ τὴν ταχυτέραν διεκπεραίωσιν τῶν σχετικῶν ὑποθέσεων, καθ' ὅσον ἡ κυβέρνησις ἐπιθυμεῖ νὰ ἀντιμετωπίσῃ ταῦτα ἐντὸς τοῦ ταχυτέρου δυνατοῦ χρονικοῦ διαστήματος. Ἐξ ἄλλου, ὡς ἐπληροφορήθημεν, εἰς τὴν σύσκεψιν ἔλαβον μέρος καὶ οἱ ἐκπρόσωποι τῶν ἐνδιαφερομένων ὀργανώσεων, οἱ ὁποῖοι ἐξέθεσαν τὰς ἀπόψεις των ἐπὶ τῶν ζητημάτων. bbox=[258, 204, 441, 329]
article-text: ΑΘΗΝΑΙ, 21. — Ὑπὸ τοῦ ὑπουργείου ἀνεκοινώθη ὅτι κατὰ τὸ προσεχὲς ἔτος θὰ διατεθοῦν τὰ ἀπαιτούμενα ποσὰ διὰ τὴν ἐκτέλεσιν τῶν ἔργων τὰ ὁποῖα ἔχουν προγραμματισθῆ. Αἱ ἀρμόδιαι ὑπηρεσίαι ἔλαβον ἐντολὴν ὅπως προβοῦν εἰς τὰς ἀναγκαίας ἐνεργείας διὰ τὴν ταχυτέραν διεκπεραίωσιν τῶν σχετικῶν ὑποθέσεων, καθ' ὅσον ἡ κυβέρνησις ἐπιθυμεῖ νὰ ἀντιμετωπίσῃ ταῦτα ἐντὸς τοῦ ταχυτέρου δυνατοῦ χρονικοῦ διαστήματος. Ἐξ ἄλλου, ὡς ἐπληροφορήθημεν, εἰς τὴν σύσκεψιν ἔλαβον μέρος καὶ οἱ ἐκπρόσωποι τῶν ἐνδιαφερομένων ὀργανώσεων, οἱ ὁποῖοι ἐξέθεσαν τὰς ἀπόψεις των ἐπὶ τῶν ζητημάτων. bbox=[455, 1219, 703, 1317]
article-text: ΑΘΗΝΑΙ, 21. — Ὑπὸ τοῦ ὑπουργείου ἀνεκοινώθη ὅτι κατὰ τὸ προσεχὲς ἔτος θὰ διατεθοῦν τὰ ἀπαιτούμενα ποσὰ διὰ τὴν ἐκτέλεσιν τῶν ἔργων τὰ ὁποῖα ἔχουν προγραμματισθῆ. Αἱ ἀρμόδιαι ὑπηρεσίαι ἔλαβον ἐντολὴν ὅπως προβοῦν εἰς τὰς ἀναγκαίας ἐνεργείας διὰ τὴν ταχυτέραν διεκπεραίωσιν τῶν σχετικῶν ὑποθέσεων, καθ' ὅσον ἡ κυβέρνησις ἐπιθυμεῖ νὰ ἀντιμετωπίσῃ ταῦτα ἐντὸς τοῦ ταχυτέρου δυνατοῦ χρονικοῦ διαστήματος. Ἐξ ἄλλου, ὡς ἐπληροφορήθημεν, εἰς τὴν σύσκεψιν ἔλαβον μέρος καὶ οἱ ἐκπρόσωποι τῶν ἐνδιαφερομένων ὀργανώσεων, οἱ ὁποῖοι ἐξέθεσαν τὰς ἀπόψεις των ἐπὶ τῶν ζητημάτων. bbox=[1098, 654, 1255, 796]
subheading: ΠΡΟΕΤΟΙΜΑΖΕΤΑΙ Η "ΣΥΣΚΕΨΙΣ ΤΩΝ ΠΡΙΓΚΗΠΩΝ" bbox=[483, 1360, 675, 1383]
headline: ΤΟ ΣΥΝΕΔΡΙΟΝ ΠΟΛΥΤΕΚΝΩΝ bbox=[740, 1072, 892, 1084]
article-text: ΑΘΗΝΑΙ, 21. — Ὑπὸ τοῦ ὑπουργείου ἀνεκοινώθη ὅτι κατὰ τὸ προσεχὲς ἔτος θὰ διατεθοῦν τὰ ἀπαιτούμενα ποσὰ διὰ τὴν ἐκτέλεσιν τῶν ἔργων τὰ ὁποῖα ἔχουν προγραμματισθῆ. Αἱ ἀρμόδιαι ὑπηρεσίαι ἔλαβον ἐντολὴν ὅπως προβοῦν εἰς τὰς ἀναγκαίας ἐνεργείας διὰ τὴν ταχυτέραν διεκπεραίωσιν τῶν σχετικῶν ὑποθέσεων, καθ' ὅσον ἡ κυβέρνησις ἐπιθυμεῖ νὰ ἀντιμετωπίσῃ ταῦτα ἐντὸς τοῦ ταχυτέρου δυνατοῦ χρονικοῦ διαστήματος. Ἐξ ἄλλου, ὡς ἐπληροφορήθημεν, εἰς τὴν σύσκεψιν ἔλαβον μέρος καὶ οἱ ἐκπρόσωποι τῶν ἐνδιαφερομένων ὀργανώσεων, οἱ ὁποῖοι ἐξέθεσαν τὰς ἀπόψεις των ἐπὶ τῶν ζητημάτων. bbox=[455, 1839, 703, 1938]
column-1 bbox=[0, 0, 251, 2574]
article-text: ΑΘΗΝΑΙ, 21. — Ὑπὸ τοῦ ὑπουργείου ἀνεκοινώθη ὅτι κατὰ τὸ προσεχὲς ἔτος θὰ διατεθοῦν τὰ ἀπαιτούμενα ποσὰ διὰ τὴν ἐκτέλεσιν τῶν ἔργων τὰ ὁποῖα ἔχουν προγραμματισθῆ. Αἱ ἀρμόδιαι ὑπηρεσίαι ἔλαβον ἐντολὴν ὅπως προβοῦν εἰς τὰς ἀναγκαίας ἐνεργείας διὰ τὴν ταχυτέραν διεκπεραίωσιν τῶν σχετικῶν ὑποθέσεων, καθ' ὅσον ἡ κυβέρνησις ἐπιθυμεῖ νὰ ἀντιμετωπίσῃ ταῦτα ἐντὸς τοῦ ταχυτέρου δυνατοῦ χρονικοῦ διαστήματος. Ἐξ ἄλλου, ὡς ἐπληροφορήθημεν, εἰς τὴν σύσκεψιν ἔλαβον μέρος καὶ οἱ ἐκπρόσωποι τῶν ἐνδιαφερομένων ὀργανώσεων, οἱ ὁποῖοι ἐξέθεσαν τὰς ἀπόψεις των ἐπὶ τῶν ζητημάτων. bbox=[455, 1738, 703, 1835]
headline: Ο ΠΑΡΑΝΟΜΟΣ ΤΗΣ ΓΑΥΔΟΥ ΜΕΤΕΦΕΡΘΗ ΕΙΣ ΛΟΥΤΣΑΝ bbox=[743, 637, 889, 660]
article-text: ΑΘΗΝΑΙ, 21. — Ὑπὸ τοῦ ὑπουργείου ἀνεκοινώθη ὅτι κατὰ τὸ προσεχὲς ἔτος θὰ διατεθοῦν τὰ ἀπαιτούμενα ποσὰ διὰ τὴν ἐκτέλεσιν τῶν ἔργων τὰ ὁποῖα ἔχουν προγραμματισθῆ. Αἱ ἀρμόδιαι ὑπηρεσίαι ἔλαβον ἐντολὴν ὅπως προβοῦν εἰς τὰς ἀναγκαίας ἐνεργείας διὰ τὴν ταχυτέραν διεκπεραίωσιν τῶν σχετικῶν ὑποθέσεων, καθ' ὅσον ἡ κυβέρνησις ἐπιθυμεῖ νὰ ἀντιμετωπίσῃ ταῦτα ἐντὸς τοῦ ταχυτέρου δυνατοῦ χρονικοῦ διαστήματος. Ἐξ ἄλλου, ὡς ἐπληροφορήθημεν, εἰς τὴν σύσκεψιν ἔλαβον μέρος καὶ οἱ ἐκπρόσωποι τῶν ἐνδιαφερομένων ὀργανώσεων, οἱ ὁποῖοι ἐξέθεσαν τὰς ἀπόψεις των ἐπὶ τῶν ζητημάτων. bbox=[258, 685, 441, 809]
headline: Ο Κ. ΜΑΡΤΗΣ ΕΞΗΤΑΣΕΝ ΕΙΣ ΚΑΒΑΛΑΝ ΖΗΤΗΜΑΤΑ ΤΗΣ ΑΡΜΟΔΙΟΤΗΤΟΣ ΤΟΥ bbox=[929, 3, 1244, 36]
headline: ΕΠΙΣΤΟΛΑΙ ΠΡΟΣ ΤΗΝ «ΜΑΚΕΔΟΝΙΑΝ» bbox=[929, 805, 1255, 851]
headline: (ΤΟ ΝΑΥΑΓΙΟΝ ΤΩΝ ΝΑΥΤΟΠΡΟΣΚΟΠΩΝ) bbox=[956, 1489, 1062, 1510]
article-text: ΑΘΗΝΑΙ, 21. — Ὑπὸ τοῦ ὑπουργείου ἀνεκοινώθη ὅτι κατὰ τὸ προσεχὲς ἔτος θὰ διατεθοῦν τὰ ἀπαιτούμενα ποσὰ διὰ τὴν ἐκτέλεσιν τῶν ἔργων τὰ ὁποῖα ἔχουν προγραμματισθῆ. Αἱ ἀρμόδιαι ὑπηρεσίαι ἔλαβον ἐντολὴν ὅπως προβοῦν εἰς τὰς ἀναγκαίας ἐνεργείας διὰ τὴν ταχυτέραν διεκπεραίωσιν τῶν σχετικῶν ὑποθέσεων, καθ' ὅσον ἡ κυβέρνησις ἐπιθυμεῖ νὰ ἀντιμετωπίσῃ ταῦτα ἐντὸς τοῦ ταχυτέρου δυνατοῦ χρονικοῦ διαστήματος. Ἐξ ἄλλου, ὡς ἐπληροφορήθημεν, εἰς τὴν σύσκεψιν ἔλαβον μέρος καὶ οἱ ἐκπρόσωποι τῶν ἐνδιαφερομένων ὀργανώσεων, οἱ ὁποῖοι ἐξέθεσαν τὰς ἀπόψεις των ἐπὶ τῶν ζητημάτων. bbox=[6, 1815, 122, 2019]
article-text: ΑΘΗΝΑΙ, 21. — Ὑπὸ τοῦ ὑπουργείου ἀνεκοινώθη ὅτι κατὰ τὸ προσεχὲς ἔτος θὰ διατεθοῦν τὰ ἀπαιτούμενα ποσὰ διὰ τὴν ἐκτέλεσιν τῶν ἔργων τὰ ὁποῖα ἔχουν προγραμματισθῆ. Αἱ ἀρμόδιαι ὑπηρεσίαι ἔλαβον ἐντολὴν ὅπως προβοῦν εἰς τὰς ἀναγκαίας ἐνεργείας διὰ τὴν ταχυτέραν διεκπεραίωσιν τῶν σχετικῶν ὑποθέσεων, καθ' ὅσον ἡ κυβέρνησις ἐπιθυμεῖ νὰ ἀντιμετωπίσῃ ταῦτα ἐντὸς τοῦ ταχυτέρου δυνατοῦ χρονικοῦ διαστήματος. Ἐξ ἄλλου, ὡς ἐπληροφορήθημεν, εἰς τὴν σύσκεψιν ἔλαβον μέρος καὶ οἱ ἐκπρόσωποι τῶν ἐνδιαφερομένων ὀργανώσεων, οἱ ὁποῖοι ἐξέθεσαν τὰς ἀπόψεις των ἐπὶ τῶν ζητημάτων. bbox=[6, 571, 244, 678]
article-text: ΑΘΗΝΑΙ, 21. — Ὑπὸ τοῦ ὑπουργείου ἀνεκοινώθη ὅτι κατὰ τὸ προσεχὲς ἔτος θὰ διατεθοῦν τὰ ἀπαιτούμενα ποσὰ διὰ τὴν ἐκτέλεσιν τῶν ἔργων τὰ ὁποῖα ἔχουν προγραμματισθῆ. Αἱ ἀρμόδιαι ὑπηρεσίαι ἔλαβον ἐντολὴν ὅπως προβοῦν εἰς τὰς ἀναγκαίας ἐνεργείας διὰ τὴν ταχυτέραν διεκπεραίωσιν τῶν σχετικῶν ὑποθέσεων, καθ' ὅσον ἡ κυβέρνησις ἐπιθυμεῖ νὰ ἀντιμετωπίσῃ ταῦτα ἐντὸς τοῦ ταχυτέρου δυνατοῦ χρονικοῦ διαστήματος. Ἐξ ἄλλου, ὡς ἐπληροφορήθημεν, εἰς τὴν σύσκεψιν ἔλαβον μέρος καὶ οἱ ἐκπρόσωποι τῶν ἐνδιαφερομένων ὀργανώσεων, οἱ ὁποῖοι ἐξέθεσαν τὰς ἀπόψεις των ἐπὶ τῶν ζητημάτων. bbox=[716, 661, 916, 777]
article-text: ΑΘΗΝΑΙ, 21. — Ὑπὸ τοῦ ὑπουργείου ἀνεκοινώθη ὅτι κατὰ τὸ προσεχὲς ἔτος θὰ διατεθοῦν τὰ ἀπαιτούμενα ποσὰ διὰ τὴν ἐκτέλεσιν τῶν ἔργων τὰ ὁποῖα ἔχουν προγραμματισθῆ. Αἱ ἀρμόδιαι ὑπηρεσίαι ἔλαβον ἐντολὴν ὅπως προβοῦν εἰς τὰς ἀναγκαίας ἐνεργείας διὰ τὴν ταχυτέραν διεκπεραίωσιν τῶν σχετικῶν ὑποθέσεων, καθ' ὅσον ἡ κυβέρνησις ἐπιθυμεῖ νὰ ἀντιμετωπίσῃ ταῦτα ἐντὸς τοῦ ταχυτέρου δυνατοῦ χρονικοῦ διαστήματος. Ἐξ ἄλλου, ὡς ἐπληροφορήθημεν, εἰς τὴν σύσκεψιν ἔλαβον μέρος καὶ οἱ ἐκπρόσωποι τῶν ἐνδιαφερομένων ὀργανώσεων, οἱ ὁποῖοι ἐξέθεσαν τὰς ἀπόψεις των ἐπὶ τῶν ζητημάτων. bbox=[929, 853, 1255, 1557]
headline: (Η ΤΟΥΡΙΣΤΙΚΗ ΑΚΤΗ) bbox=[1119, 1101, 1231, 1113]
article-text: ΑΘΗΝΑΙ, 21. — Ὑπὸ τοῦ ὑπουργείου ἀνεκοινώθη ὅτι κατὰ τὸ προσεχὲς ἔτος θὰ διατεθοῦν τὰ ἀπαιτούμενα ποσὰ διὰ τὴν ἐκτέλεσιν τῶν ἔργων τὰ ὁποῖα ἔχουν προγραμματισθῆ. Αἱ ἀρμόδιαι ὑπηρεσίαι ἔλαβον ἐντολὴν ὅπως προβοῦν εἰς τὰς ἀναγκαίας ἐνεργείας διὰ τὴν ταχυτέραν διεκπεραίωσιν τῶν σχετικῶν ὑποθέσεων, καθ' ὅσον ἡ κυβέρνησις ἐπιθυμεῖ νὰ ἀντιμετωπίσῃ ταῦτα ἐντὸς τοῦ ταχυτέρου δυνατοῦ χρονικοῦ διαστήματος. Ἐξ ἄλλου, ὡς ἐπληροφορήθημεν, εἰς τὴν σύσκεψιν ἔλαβον μέρος καὶ οἱ ἐκπρόσωποι τῶν ἐνδιαφερομένων ὀργανώσεων, οἱ ὁποῖοι ἐξέθεσαν τὰς ἀπόψεις των ἐπὶ τῶν ζητημάτων. bbox=[455, 854, 703, 952]
article-text: ΑΘΗΝΑΙ, 21. — Ὑπὸ τοῦ ὑπουργείου ἀνεκοινώθη ὅτι κατὰ τὸ προσεχὲς ἔτος θὰ διατεθοῦν τὰ ἀπαιτούμενα ποσὰ διὰ τὴν ἐκτέλεσιν τῶν ἔργων τὰ ὁποῖα ἔχουν προγραμματισθῆ. Αἱ ἀρμόδιαι ὑπηρεσίαι ἔλαβον ἐντολὴν ὅπως προβοῦν εἰς τὰς ἀναγκαίας ἐνεργείας διὰ τὴν ταχυτέραν διεκπεραίωσιν τῶν σχετικῶν ὑποθέσεων, καθ' ὅσον ἡ κυβέρνησις ἐπιθυμεῖ νὰ ἀντιμετωπίσῃ ταῦτα ἐντὸς τοῦ ταχυτέρου δυνατοῦ χρονικοῦ διαστήματος. Ἐξ ἄλλου, ὡς ἐπληροφορήθημεν, εἰς τὴν σύσκεψιν ἔλαβον μέρος καὶ οἱ ἐκπρόσωποι τῶν ἐνδιαφερομένων ὀργανώσεων, οἱ ὁποῖοι ἐξέθεσαν τὰς ἀπόψεις των ἐπὶ τῶν ζητημάτων. bbox=[1095, 1407, 1255, 1549]
article-text: ΑΘΗΝΑΙ, 21. — Ὑπὸ τοῦ ὑπουργείου ἀνεκοινώθη ὅτι κατὰ τὸ προσεχὲς ἔτος θὰ διατεθοῦν τὰ ἀπαιτούμενα ποσὰ διὰ τὴν ἐκτέλεσιν τῶν ἔργων τὰ ὁποῖα ἔχουν προγραμματισθῆ. Αἱ ἀρμόδιαι ὑπηρεσίαι ἔλαβον ἐντολὴν ὅπως προβοῦν εἰς τὰς ἀναγκαίας ἐνεργείας διὰ τὴν ταχυτέραν διεκπεραίωσιν τῶν σχετικῶν ὑποθέσεων, καθ' ὅσον ἡ κυβέρνησις ἐπιθυμεῖ νὰ ἀντιμετωπίσῃ ταῦτα ἐντὸς τοῦ ταχυτέρου δυνατοῦ χρονικοῦ διαστήματος. Ἐξ ἄλλου, ὡς ἐπληροφορήθημεν, εἰς τὴν σύσκεψιν ἔλαβον μέρος καὶ οἱ ἐκπρόσωποι τῶν ἐνδιαφερομένων ὀργανώσεων, οἱ ὁποῖοι ἐξέθεσαν τὰς ἀπόψεις των ἐπὶ τῶν ζητημάτων. bbox=[455, 1983, 703, 2080]
headline: ΑΛΓΕΡΙΝΟΣ ΕΚΠΡΟΣΩΠΟΣ ΕΦΘΑΣΕΝ ΕΙΣ ΤΗΝ ΑΒΑΝΑΝ bbox=[1107, 630, 1246, 652]
article-text: ΑΘΗΝΑΙ, 21. — Ὑπὸ τοῦ ὑπουργείου ἀνεκοινώθη ὅτι κατὰ τὸ προσεχὲς ἔτος θὰ διατεθοῦν τὰ ἀπαιτούμενα ποσὰ διὰ τὴν ἐκτέλεσιν τῶν ἔργων τὰ ὁποῖα ἔχουν προγραμματισθῆ. Αἱ ἀρμόδιαι ὑπηρεσίαι ἔλαβον ἐντολὴν ὅπως προβοῦν εἰς τὰς ἀναγκαίας ἐνεργείας διὰ τὴν ταχυτέραν διεκπεραίωσιν τῶν σχετικῶν ὑποθέσεων, καθ' ὅσον ἡ κυβέρνησις ἐπιθυμεῖ νὰ ἀντιμετωπίσῃ ταῦτα ἐντὸς τοῦ ταχυτέρου δυνατοῦ χρονικοῦ διαστήματος. Ἐξ ἄλλου, ὡς ἐπληροφορήθημεν, εἰς τὴν σύσκεψιν ἔλαβον μέρος καὶ οἱ ἐκπρόσωποι τῶν ἐνδιαφερομένων ὀργανώσεων, οἱ ὁποῖοι ἐξέθεσαν τὰς ἀπόψεις των ἐπὶ τῶν ζητημάτων. bbox=[716, 513, 916, 629]
column-4 bbox=[710, 0, 922, 1933]
article-text: ΑΘΗΝΑΙ, 21. — Ὑπὸ τοῦ ὑπουργείου ἀνεκοινώθη ὅτι κατὰ τὸ προσεχὲς ἔτος θὰ διατεθοῦν τὰ ἀπαιτούμενα ποσὰ διὰ τὴν ἐκτέλεσιν τῶν ἔργων τὰ ὁποῖα ἔχουν προγραμματισθῆ. Αἱ ἀρμόδιαι ὑπηρεσίαι ἔλαβον ἐντολὴν ὅπως προβοῦν εἰς τὰς ἀναγκαίας ἐνεργείας διὰ τὴν ταχυτέραν διεκπεραίωσιν τῶν σχετικῶν ὑποθέσεων, καθ' ὅσον ἡ κυβέρνησις ἐπιθυμεῖ νὰ ἀντιμετωπίσῃ ταῦτα ἐντὸς τοῦ ταχυτέρου δυνατοῦ χρονικοῦ διαστήματος. Ἐξ ἄλλου, ὡς ἐπληροφορήθημεν, εἰς τὴν σύσκεψιν ἔλαβον μέρος καὶ οἱ ἐκπρόσωποι τῶν ἐνδιαφερομένων ὀργανώσεων, οἱ ὁποῖοι ἐξέθεσαν τὰς ἀπόψεις των ἐπὶ τῶν ζητημάτων. bbox=[716, 1225, 916, 1340]
article-text: ΑΘΗΝΑΙ, 21. — Ὑπὸ τοῦ ὑπουργείου ἀνεκοινώθη ὅτι κατὰ τὸ προσεχὲς ἔτος θὰ διατεθοῦν τὰ ἀπαιτούμενα ποσὰ διὰ τὴν ἐκτέλεσιν τῶν ἔργων τὰ ὁποῖα ἔχουν προγραμματισθῆ. Αἱ ἀρμόδιαι ὑπηρεσίαι ἔλαβον ἐντολὴν ὅπως προβοῦν εἰς τὰς ἀναγκαίας ἐνεργείας διὰ τὴν ταχυτέραν διεκπεραίωσιν τῶν σχετικῶν ὑποθέσεων, καθ' ὅσον ἡ κυβέρνησις ἐπιθυμεῖ νὰ ἀντιμετωπίσῃ ταῦτα ἐντὸς τοῦ ταχυτέρου δυνατοῦ χρονικοῦ διαστήματος. Ἐξ ἄλλου, ὡς ἐπληροφορήθημεν, εἰς τὴν σύσκεψιν ἔλαβον μέρος καὶ οἱ ἐκπρόσωποι τῶν ἐνδιαφερομένων ὀργανώσεων, οἱ ὁποῖοι ἐξέθεσαν τὰς ἀπόψεις των ἐπὶ τῶν ζητημάτων. bbox=[1095, 1261, 1255, 1403]
headline: ΜΙΚΡΑΙ ΕΙΔΗΣΕΙΣ ΕΞ ΑΘΗΝΩΝ ΧΩΡΙΣ ΤΙΤΛΟΝ bbox=[463, 1606, 695, 1634]
article-text: ΑΘΗΝΑΙ, 21. — Ὑπὸ τοῦ ὑπουργείου ἀνεκοινώθη ὅτι κατὰ τὸ προσεχὲς ἔτος θὰ διατεθοῦν τὰ ἀπαιτούμενα ποσὰ διὰ τὴν ἐκτέλεσιν τῶν ἔργων τὰ ὁποῖα ἔχουν προγραμματισθῆ. Αἱ ἀρμόδιαι ὑπηρεσίαι ἔλαβον ἐντολὴν ὅπως προβοῦν εἰς τὰς ἀναγκαίας ἐνεργείας διὰ τὴν ταχυτέραν διεκπεραίωσιν τῶν σχετικῶν ὑποθέσεων, καθ' ὅσον ἡ κυβέρνησις ἐπιθυμεῖ νὰ ἀντιμετωπίσῃ ταῦτα ἐντὸς τοῦ ταχυτέρου δυνατοῦ χρονικοῦ διαστήματος. Ἐξ ἄλλου, ὡς ἐπληροφορήθημεν, εἰς τὴν σύσκεψιν ἔλαβον μέρος καὶ οἱ ἐκπρόσωποι τῶν ἐνδιαφερομένων ὀργανώσεων, οἱ ὁποῖοι ἐξέθεσαν τὰς ἀπόψεις των ἐπὶ τῶν ζητημάτων. bbox=[6, 1360, 244, 2572]
article-text: ΑΘΗΝΑΙ, 21. — Ὑπὸ τοῦ ὑπουργείου ἀνεκοινώθη ὅτι κατὰ τὸ προσεχὲς ἔτος θὰ διατεθοῦν τὰ ἀπαιτούμενα ποσὰ διὰ τὴν ἐκτέλεσιν τῶν ἔργων τὰ ὁποῖα ἔχουν προγραμματισθῆ. Αἱ ἀρμόδιαι ὑπηρεσίαι ἔλαβον ἐντολὴν ὅπως προβοῦν εἰς τὰς ἀναγκαίας ἐνεργείας διὰ τὴν ταχυτέραν διεκπεραίωσιν τῶν σχετικῶν ὑποθέσεων, καθ' ὅσον ἡ κυβέρνησις ἐπιθυμεῖ νὰ ἀντιμετωπίσῃ ταῦτα ἐντὸς τοῦ ταχυτέρου δυνατοῦ χρονικοῦ διαστήματος. Ἐξ ἄλλου, ὡς ἐπληροφορήθημεν, εἰς τὴν σύσκεψιν ἔλαβον μέρος καὶ οἱ ἐκπρόσωποι τῶν ἐνδιαφερομένων ὀργανώσεων, οἱ ὁποῖοι ἐξέθεσαν τὰς ἀπόψεις των ἐπὶ τῶν ζητημάτων. bbox=[929, 62, 1086, 204]
article-text: ΑΘΗΝΑΙ, 21. — Ὑπὸ τοῦ ὑπουργείου ἀνεκοινώθη ὅτι κατὰ τὸ προσεχὲς ἔτος θὰ διατεθοῦν τὰ ἀπαιτούμενα ποσὰ διὰ τὴν ἐκτέλεσιν τῶν ἔργων τὰ ὁποῖα ἔχουν προγραμματισθῆ. Αἱ ἀρμόδιαι ὑπηρεσίαι ἔλαβον ἐντολὴν ὅπως προβοῦν εἰς τὰς ἀναγκαίας ἐνεργείας διὰ τὴν ταχυτέραν διεκπεραίωσιν τῶν σχετικῶν ὑποθέσεων, καθ' ὅσον ἡ κυβέρνησις ἐπιθυμεῖ νὰ ἀντιμετωπίσῃ ταῦτα ἐντὸς τοῦ ταχυτέρου δυνατοῦ χρονικοῦ διαστήματος. Ἐξ ἄλλου, ὡς ἐπληροφορήθημεν, εἰς τὴν σύσκεψιν ἔλαβον μέρος καὶ οἱ ἐκπρόσωποι τῶν ἐνδιαφερομένων ὀργανώσεων, οἱ ὁποῖοι ἐξέθεσαν τὰς ἀπόψεις των ἐπὶ τῶν ζητημάτων. bbox=[716, 948, 916, 1063]
headline: ΟΙ ΥΠΟΥΡΓΟΙ Κ. Κ. ΜΑΚΡΗΣ ΚΑΙ ΨΑΡΡΕΑΣ ΜΕΤΕΒΗΣΑΝ ΕΙΣ ΚΑΤΕΡΙΝΗΝ ΚΑΙ ΕΙΣ ΚΙΛΚΙΣ bbox=[6, 381, 232, 446]
subheading: 36 ΒΑΘΜΟΙ ΕΙΣ ΛΑΡΙΣΑΝ bbox=[761, 1344, 871, 1354]
article-text: ΑΘΗΝΑΙ, 21. — Ὑπὸ τοῦ ὑπουργείου ἀνεκοινώθη ὅτι κατὰ τὸ προσεχὲς ἔτος θὰ διατεθοῦν τὰ ἀπαιτούμενα ποσὰ διὰ τὴν ἐκτέλεσιν τῶν ἔργων τὰ ὁποῖα ἔχουν προγραμματισθῆ. Αἱ ἀρμόδιαι ὑπηρεσίαι ἔλαβον ἐντολὴν ὅπως προβοῦν εἰς τὰς ἀναγκαίας ἐνεργείας διὰ τὴν ταχυτέραν διεκπεραίωσιν τῶν σχετικῶν ὑποθέσεων, καθ' ὅσον ἡ κυβέρνησις ἐπιθυμεῖ νὰ ἀντιμετωπίσῃ ταῦτα ἐντὸς τοῦ ταχυτέρου δυνατοῦ χρονικοῦ διαστήματος. Ἐξ ἄλλου, ὡς ἐπληροφορήθημεν, εἰς τὴν σύσκεψιν ἔλαβον μέρος καὶ οἱ ἐκπρόσωποι τῶν ἐνδιαφερομένων ὀργανώσεων, οἱ ὁποῖοι ἐξέθεσαν τὰς ἀπόψεις των ἐπὶ τῶν ζητημάτων. bbox=[128, 1931, 244, 2135]
article-text: ΑΘΗΝΑΙ, 21. — Ὑπὸ τοῦ ὑπουργείου ἀνεκοινώθη ὅτι κατὰ τὸ προσεχὲς ἔτος θὰ διατεθοῦν τὰ ἀπαιτούμενα ποσὰ διὰ τὴν ἐκτέλεσιν τῶν ἔργων τὰ ὁποῖα ἔχουν προγραμματισθῆ. Αἱ ἀρμόδιαι ὑπηρεσίαι ἔλαβον ἐντολὴν ὅπως προβοῦν εἰς τὰς ἀναγκαίας ἐνεργείας διὰ τὴν ταχυτέραν διεκπεραίωσιν τῶν σχετικῶν ὑποθέσεων, καθ' ὅσον ἡ κυβέρνησις ἐπιθυμεῖ νὰ ἀντιμετωπίσῃ ταῦτα ἐντὸς τοῦ ταχυτέρου δυνατοῦ χρονικοῦ διαστήματος. Ἐξ ἄλλου, ὡς ἐπληροφορήθημεν, εἰς τὴν σύσκεψιν ἔλαβον μέρος καὶ οἱ ἐκπρόσωποι τῶν ἐνδιαφερομένων ὀργανώσεων, οἱ ὁποῖοι ἐξέθεσαν τὰς ἀπόψεις των ἐπὶ τῶν ζητημάτων. bbox=[455, 956, 703, 1054]
headline: ΤΑ ΖΗΤΗΜΑΤΑ ΤΩΝ ΠΑΝΤΟΠΩΛΩΝ bbox=[727, 786, 905, 797]
headline: ΑΡΧΙΖΕΙ Η ΚΑΤΑΣΚΕΥΗ ΤΗΣ ΕΘΝΙΚΗΣ ΟΔΟΥ ΛΑΜΙΑΣ — ΛΑΡΙΣΗΣ bbox=[259, 1143, 441, 1164]
headline: ΚΑΘΩΡΙΣΘΗΣΑΝ ΤΑ ΚΑΤΩΤΑΤΑ ΟΡΙΑ ΑΠΟΔΟΧΩΝ ΤΩΝ ΕΡΓΑΖΟΜΕΝΩΝ ΕΙΣ ΥΠΕΡΑΣΤΙΚΑ ΛΕΩΦΟΡΕΙΑ bbox=[6, 980, 240, 1020]
subheading: ΕΙΣ ΔΡΑΜΑΝ bbox=[980, 355, 1036, 364]
article-text: ΑΘΗΝΑΙ, 21. — Ὑπὸ τοῦ ὑπουργείου ἀνεκοινώθη ὅτι κατὰ τὸ προσεχὲς ἔτος θὰ διατεθοῦν τὰ ἀπαιτούμενα ποσὰ διὰ τὴν ἐκτέλεσιν τῶν ἔργων τὰ ὁποῖα ἔχουν προγραμματισθῆ. Αἱ ἀρμόδιαι ὑπηρεσίαι ἔλαβον ἐντολὴν ὅπως προβοῦν εἰς τὰς ἀναγκαίας ἐνεργείας διὰ τὴν ταχυτέραν διεκπεραίωσιν τῶν σχετικῶν ὑποθέσεων, καθ' ὅσον ἡ κυβέρνησις ἐπιθυμεῖ νὰ ἀντιμετωπίσῃ ταῦτα ἐντὸς τοῦ ταχυτέρου δυνατοῦ χρονικοῦ διαστήματος. Ἐξ ἄλλου, ὡς ἐπληροφορήθημεν, εἰς τὴν σύσκεψιν ἔλαβον μέρος καὶ οἱ ἐκπρόσωποι τῶν ἐνδιαφερομένων ὀργανώσεων, οἱ ὁποῖοι ἐξέθεσαν τὰς ἀπόψεις των ἐπὶ τῶν ζητημάτων. bbox=[6, 1190, 244, 1296]
headline: ΔΗΜΟΣΙΕΥΕΤΑΙ Ο ΝΟΜΟΣ ΠΕΡΙ ΣΤΕΓΑΣΕΩΣ ΤΩΝ ΠΑΡΑΓΚΗΜΑΤΟΥΧΩΝ bbox=[271, 652, 428, 683]
article-text: ΑΘΗΝΑΙ, 21. — Ὑπὸ τοῦ ὑπουργείου ἀνεκοινώθη ὅτι κατὰ τὸ προσεχὲς ἔτος θὰ διατεθοῦν τὰ ἀπαιτούμενα ποσὰ διὰ τὴν ἐκτέλεσιν τῶν ἔργων τὰ ὁποῖα ἔχουν προγραμματισθῆ. Αἱ ἀρμόδιαι ὑπηρεσίαι ἔλαβον ἐντολὴν ὅπως προβοῦν εἰς τὰς ἀναγκαίας ἐνεργείας διὰ τὴν ταχυτέραν διεκπεραίωσιν τῶν σχετικῶν ὑποθέσεων, καθ' ὅσον ἡ κυβέρνησις ἐπιθυμεῖ νὰ ἀντιμετωπίσῃ ταῦτα ἐντὸς τοῦ ταχυτέρου δυνατοῦ χρονικοῦ διαστήματος. Ἐξ ἄλλου, ὡς ἐπληροφορήθημεν, εἰς τὴν σύσκεψιν ἔλαβον μέρος καὶ οἱ ἐκπρόσωποι τῶν ἐνδιαφερομένων ὀργανώσεων, οἱ ὁποῖοι ἐξέθεσαν τὰς ἀπόψεις των ἐπὶ τῶν ζητημάτων. bbox=[6, 2254, 122, 2459]
article-text: ΑΘΗΝΑΙ, 21. — Ὑπὸ τοῦ ὑπουργείου ἀνεκοινώθη ὅτι κατὰ τὸ προσεχὲς ἔτος θὰ διατεθοῦν τὰ ἀπαιτούμενα ποσὰ διὰ τὴν ἐκτέλεσιν τῶν ἔργων τὰ ὁποῖα ἔχουν προγραμματισθῆ. Αἱ ἀρμόδιαι ὑπηρεσίαι ἔλαβον ἐντολὴν ὅπως προβοῦν εἰς τὰς ἀναγκαίας ἐνεργείας διὰ τὴν ταχυτέραν διεκπεραίωσιν τῶν σχετικῶν ὑποθέσεων, καθ' ὅσον ἡ κυβέρνησις ἐπιθυμεῖ νὰ ἀντιμετωπίσῃ ταῦτα ἐντὸς τοῦ ταχυτέρου δυνατοῦ χρονικοῦ διαστήματος. Ἐξ ἄλλου, ὡς ἐπληροφορήθημεν, εἰς τὴν σύσκεψιν ἔλαβον μέρος καὶ οἱ ἐκπρόσωποι τῶν ἐνδιαφερομένων ὀργανώσεων, οἱ ὁποῖοι ἐξέθεσαν τὰς ἀπόψεις των ἐπὶ τῶν ζητημάτων. bbox=[258, 1787, 441, 2053]
article-text: ΑΘΗΝΑΙ, 21. — Ὑπὸ τοῦ ὑπουργείου ἀνεκοινώθη ὅτι κατὰ τὸ προσεχὲς ἔτος θὰ διατεθοῦν τὰ ἀπαιτούμενα ποσὰ διὰ τὴν ἐκτέλεσιν τῶν ἔργων τὰ ὁποῖα ἔχουν προγραμματισθῆ. Αἱ ἀρμόδιαι ὑπηρεσίαι ἔλαβον ἐντολὴν ὅπως προβοῦν εἰς τὰς ἀναγκαίας ἐνεργείας διὰ τὴν ταχυτέραν διεκπεραίωσιν τῶν σχετικῶν ὑποθέσεων, καθ' ὅσον ἡ κυβέρνησις ἐπιθυμεῖ νὰ ἀντιμετωπίσῃ ταῦτα ἐντὸς τοῦ ταχυτέρου δυνατοῦ χρονικοῦ διαστήματος. Ἐξ ἄλλου, ὡς ἐπληροφορήθημεν, εἰς τὴν σύσκεψιν ἔλαβον μέρος καὶ οἱ ἐκπρόσωποι τῶν ἐνδιαφερομένων ὀργανώσεων, οἱ ὁποῖοι ἐξέθεσαν τὰς ἀπόψεις των ἐπὶ τῶν ζητημάτων. bbox=[929, 1028, 1089, 1169]
article-text: ΑΘΗΝΑΙ, 21. — Ὑπὸ τοῦ ὑπουργείου ἀνεκοινώθη ὅτι κατὰ τὸ προσεχὲς ἔτος θὰ διατεθοῦν τὰ ἀπαιτούμενα ποσὰ διὰ τὴν ἐκτέλεσιν τῶν ἔργων τὰ ὁποῖα ἔχουν προγραμματισθῆ. Αἱ ἀρμόδιαι ὑπηρεσίαι ἔλαβον ἐντολὴν ὅπως προβοῦν εἰς τὰς ἀναγκαίας ἐνεργείας διὰ τὴν ταχυτέραν διεκπεραίωσιν τῶν σχετικῶν ὑποθέσεων, καθ' ὅσον ἡ κυβέρνησις ἐπιθυμεῖ νὰ ἀντιμετωπίσῃ ταῦτα ἐντὸς τοῦ ταχυτέρου δυνατοῦ χρονικοῦ διαστήματος. Ἐξ ἄλλου, ὡς ἐπληροφορήθημεν, εἰς τὴν σύσκεψιν ἔλαβον μέρος καὶ οἱ ἐκπρόσωποι τῶν ἐνδιαφερομένων ὀργανώσεων, οἱ ὁποῖοι ἐξέθεσαν τὰς ἀπόψεις των ἐπὶ τῶν ζητημάτων. bbox=[455, 1385, 703, 1483]
subheading: ΕΙΣ ΚΟΜΟΤΗΝΗΝ bbox=[541, 522, 617, 532]
column-3 bbox=[448, 0, 709, 2182]
article-text: ΑΘΗΝΑΙ, 21. — Ὑπὸ τοῦ ὑπουργείου ἀνεκοινώθη ὅτι κατὰ τὸ προσεχὲς ἔτος θὰ διατεθοῦν τὰ ἀπαιτούμενα ποσὰ διὰ τὴν ἐκτέλεσιν τῶν ἔργων τὰ ὁποῖα ἔχουν προγραμματισθῆ. Αἱ ἀρμόδιαι ὑπηρεσίαι ἔλαβον ἐντολὴν ὅπως προβοῦν εἰς τὰς ἀναγκαίας ἐνεργείας διὰ τὴν ταχυτέραν διεκπεραίωσιν τῶν σχετικῶν ὑποθέσεων, καθ' ὅσον ἡ κυβέρνησις ἐπιθυμεῖ νὰ ἀντιμετωπίσῃ ταῦτα ἐντὸς τοῦ ταχυτέρου δυνατοῦ χρονικοῦ διαστήματος. Ἐξ ἄλλου, ὡς ἐπληροφορήθημεν, εἰς τὴν σύσκεψιν ἔλαβον μέρος καὶ οἱ ἐκπρόσωποι τῶν ἐνδιαφερομένων ὀργανώσεων, οἱ ὁποῖοι ἐξέθεσαν τὰς ἀπόψεις των ἐπὶ τῶν ζητημάτων. bbox=[6, 1595, 122, 1799]
headline: ΚΑΤΑΔΙΚΗ ΙΑΤΡΟΥ ΕΠΙ ΤΟΚΟΓΛΥΦΙΑ bbox=[258, 1299, 441, 1311]
article-text: ΑΘΗΝΑΙ, 21. — Ὑπὸ τοῦ ὑπουργείου ἀνεκοινώθη ὅτι κατὰ τὸ προσεχὲς ἔτος θὰ διατεθοῦν τὰ ἀπαιτούμενα ποσὰ διὰ τὴν ἐκτέλεσιν τῶν ἔργων τὰ ὁποῖα ἔχουν προγραμματισθῆ. Αἱ ἀρμόδιαι ὑπηρεσίαι ἔλαβον ἐντολὴν ὅπως προβοῦν εἰς τὰς ἀναγκαίας ἐνεργείας διὰ τὴν ταχυτέραν διεκπεραίωσιν τῶν σχετικῶν ὑποθέσεων, καθ' ὅσον ἡ κυβέρνησις ἐπιθυμεῖ νὰ ἀντιμετωπίσῃ ταῦτα ἐντὸς τοῦ ταχυτέρου δυνατοῦ χρονικοῦ διαστήματος. Ἐξ ἄλλου, ὡς ἐπληροφορήθημεν, εἰς τὴν σύσκεψιν ἔλαβον μέρος καὶ οἱ ἐκπρόσωποι τῶν ἐνδιαφερομένων ὀργανώσεων, οἱ ὁποῖοι ἐξέθεσαν τὰς ἀπόψεις των ἐπὶ τῶν ζητημάτων. bbox=[455, 2084, 703, 2182]
article-text: ΑΘΗΝΑΙ, 21. — Ὑπὸ τοῦ ὑπουργείου ἀνεκοινώθη ὅτι κατὰ τὸ προσεχὲς ἔτος θὰ διατεθοῦν τὰ ἀπαιτούμενα ποσὰ διὰ τὴν ἐκτέλεσιν τῶν ἔργων τὰ ὁποῖα ἔχουν προγραμματισθῆ. Αἱ ἀρμόδιαι ὑπηρεσίαι ἔλαβον ἐντολὴν ὅπως προβοῦν εἰς τὰς ἀναγκαίας ἐνεργείας διὰ τὴν ταχυτέραν διεκπεραίωσιν τῶν σχετικῶν ὑποθέσεων, καθ' ὅσον ἡ κυβέρνησις ἐπιθυμεῖ νὰ ἀντιμετωπίσῃ ταῦτα ἐντὸς τοῦ ταχυτέρου δυνατοῦ χρονικοῦ διαστήματος. Ἐξ ἄλλου, ὡς ἐπληροφορήθημεν, εἰς τὴν σύσκεψιν ἔλαβον μέρος καὶ οἱ ἐκπρόσωποι τῶν ἐνδιαφερομένων ὀργανώσεων, οἱ ὁποῖοι ἐξέθεσαν τὰς ἀπόψεις των ἐπὶ τῶν ζητημάτων. bbox=[258, 519, 441, 642]
article-text: ΑΘΗΝΑΙ, 21. — Ὑπὸ τοῦ ὑπουργείου ἀνεκοινώθη ὅτι κατὰ τὸ προσεχὲς ἔτος θὰ διατεθοῦν τὰ ἀπαιτούμενα ποσὰ διὰ τὴν ἐκτέλεσιν τῶν ἔργων τὰ ὁποῖα ἔχουν προγραμματισθῆ. Αἱ ἀρμόδιαι ὑπηρεσίαι ἔλαβον ἐντολὴν ὅπως προβοῦν εἰς τὰς ἀναγκαίας ἐνεργείας διὰ τὴν ταχυτέραν διεκπεραίωσιν τῶν σχετικῶν ὑποθέσεων, καθ' ὅσον ἡ κυβέρνησις ἐπιθυμεῖ νὰ ἀντιμετωπίσῃ ταῦτα ἐντὸς τοῦ ταχυτέρου δυνατοῦ χρονικοῦ διαστήματος. Ἐξ ἄλλου, ὡς ἐπληροφορήθημεν, εἰς τὴν σύσκεψιν ἔλαβον μέρος καὶ οἱ ἐκπρόσωποι τῶν ἐνδιαφερομένων ὀργανώσεων, οἱ ὁποῖοι ἐξέθεσαν τὰς ἀπόψεις των ἐπὶ τῶν ζητημάτων. bbox=[258, 37, 441, 162]
headline: ΣΥΖΗΤΟΥΝΤΑΙ ΕΙΣ ΓΕΝΕΥΗΝ ΣΕΙΡΑ ΠΡΟΒΛΗΜΑΤΩΝ ΣΧΕΤΙΖΟΜΕΝΩΝ ΜΕ ΤΗΝ ΟΥΔΕΤΕΡΟΤΗΤΑ ΤΟΥ ΛΑΟΣ bbox=[474, 1326, 684, 1359]
headline: (ΟΙ ΣΠΟΥΔΑΣΤΑΙ ΤΗΣ ΣΧΟΛΗΣ ΤΥΦΛΩΝ) bbox=[932, 857, 1085, 879]
headline: ΚΑΚΟΜΕΤΑΧΕΙΡΙΖΟΝΤΑΙ ΤΟΥΣ ΙΝΔΟΥΣ ΚΑΙ ΠΑΚΙΣΤΑΝΟΥΣ ΟΙ ΝΟΤΙΟΑΦΡΙΚΑΝΟΙ bbox=[1099, 261, 1253, 292]
headline: ΠΡΟΣΩΡΙΝΗ ΔΙΑΚΟΠΗ ΗΛΕΚΤΡΙΚΟΥ ΡΕΥΜΑΤΟΣ ΕΙΣ ΠΕΡΙΟΧΗΝ ΒΕΡΟΙΑΣ bbox=[725, 1484, 907, 1506]
headline: Η ΑΜΕΡΙΚΑΝΙΣ ΠΑΙΔΟΚΤΟΝΟΣ ΑΠΟΦΕΥΓΕΙ ΝΑ ΣΥΝΟΜΙΛΗΣΗ ΜΕΤΑ ΤΟΥ ΠΑΤΡΟΣ ΤΗΣ ΕΠΙ ΤΩΝ ΛΕΠΤΟΜΕΡΕΙΩΝ ΤΟΥ ΕΓΚΛΗΜΑΤΟΣ bbox=[465, 1063, 693, 1115]
headline: ΤΗΝ ΠΑΡΑΙΤΗΣΙΝ ΤΟΥ ΥΠΟΥΡΓΟΥ ΤΗΣ ΓΕΩΡΓΙΑΣ ΖΗΤΟΥΝ ΟΙ ΣΙΤΟΠΑΡΑΓΩΓΟΙ ΘΕΣΣΑΛΙΑΣ bbox=[456, 365, 701, 404]
headline: 79.000.000 ΔΡΑΧΜΩΝ ΘΑ ΔΙΑΤΕΘΟΥΝ ΚΑΤΑ ΤΟ 1962 ΔΙ' ΕΡΓΑ ΕΠΑΝΕΠΟΙΚΙΣΜΟΥ ΕΙΣ ΤΑ ΠΑΡΑΜΕΘΟΡΙΑ bbox=[6, 198, 229, 262]
subheading: ΑΠΟ ΤΗΝ ΑΛΕΞΑΝΔΡΟΥΠΟΛΙΝ bbox=[142, 1691, 231, 1709]
article-text: ΑΘΗΝΑΙ, 21. — Ὑπὸ τοῦ ὑπουργείου ἀνεκοινώθη ὅτι κατὰ τὸ προσεχὲς ἔτος θὰ διατεθοῦν τὰ ἀπαιτούμενα ποσὰ διὰ τὴν ἐκτέλεσιν τῶν ἔργων τὰ ὁποῖα ἔχουν προγραμματισθῆ. Αἱ ἀρμόδιαι ὑπηρεσίαι ἔλαβον ἐντολὴν ὅπως προβοῦν εἰς τὰς ἀναγκαίας ἐνεργείας διὰ τὴν ταχυτέραν διεκπεραίωσιν τῶν σχετικῶν ὑποθέσεων, καθ' ὅσον ἡ κυβέρνησις ἐπιθυμεῖ νὰ ἀντιμετωπίσῃ ταῦτα ἐντὸς τοῦ ταχυτέρου δυνατοῦ χρονικοῦ διαστήματος. Ἐξ ἄλλου, ὡς ἐπληροφορήθημεν, εἰς τὴν σύσκεψιν ἔλαβον μέρος καὶ οἱ ἐκπρόσωποι τῶν ἐνδιαφερομένων ὀργανώσεων, οἱ ὁποῖοι ἐξέθεσαν τὰς ἀπόψεις των ἐπὶ τῶν ζητημάτων. bbox=[258, 1325, 441, 1449]
article-text: ΑΘΗΝΑΙ, 21. — Ὑπὸ τοῦ ὑπουργείου ἀνεκοινώθη ὅτι κατὰ τὸ προσεχὲς ἔτος θὰ διατεθοῦν τὰ ἀπαιτούμενα ποσὰ διὰ τὴν ἐκτέλεσιν τῶν ἔργων τὰ ὁποῖα ἔχουν προγραμματισθῆ. Αἱ ἀρμόδιαι ὑπηρεσίαι ἔλαβον ἐντολὴν ὅπως προβοῦν εἰς τὰς ἀναγκαίας ἐνεργείας διὰ τὴν ταχυτέραν διεκπεραίωσιν τῶν σχετικῶν ὑποθέσεων, καθ' ὅσον ἡ κυβέρνησις ἐπιθυμεῖ νὰ ἀντιμετωπίσῃ ταῦτα ἐντὸς τοῦ ταχυτέρου δυνατοῦ χρονικοῦ διαστήματος. Ἐξ ἄλλου, ὡς ἐπληροφορήθημεν, εἰς τὴν σύσκεψιν ἔλαβον μέρος καὶ οἱ ἐκπρόσωποι τῶν ἐνδιαφερομένων ὀργανώσεων, οἱ ὁποῖοι ἐξέθεσαν τὰς ἀπόψεις των ἐπὶ τῶν ζητημάτων. bbox=[455, 1117, 703, 1215]
headline: ΟΙ ΕΝΟΡΚΟΙ ΚΑΚΟΥΡΓΙΟΔΙΚΕΙΟΥ ΚΑΣΤΟΡΙΑΣ bbox=[6, 1138, 168, 1188]
headline: ΔΕΝ ΘΑ ΧΟΡΗΓΟΥΝΤΑΙ ΑΔΕΙΑΙ ΑΣΚΗΣΕΩΣ ΕΠΑΓΓΕΛΜΑΤΟΣ ΑΔΕΙΑΙ ΑΥΤΟΚΙΝΗΤΩΝ ΚΑΙ ΟΔΗΓΩΝ, ΩΣ ΚΑΙ ΔΙΑΒΑΤΗΡΙΑ ΕΙΣ ΜΗ ΕΓΓΕΓΡΑΜΜΕΝΟΥΣ ΕΙΣ ΕΚΛΟΓΙΚΟΥΣ ΚΑΤΑΛΟΓΟΥΣ bbox=[6, 3, 238, 80]
subheading: ΑΠΟ ΤΗΝ ΚΟΖΑΝΗΝ bbox=[20, 2243, 109, 2252]
article-text: ΑΘΗΝΑΙ, 21. — Ὑπὸ τοῦ ὑπουργείου ἀνεκοινώθη ὅτι κατὰ τὸ προσεχὲς ἔτος θὰ διατεθοῦν τὰ ἀπαιτούμενα ποσὰ διὰ τὴν ἐκτέλεσιν τῶν ἔργων τὰ ὁποῖα ἔχουν προγραμματισθῆ. Αἱ ἀρμόδιαι ὑπηρεσίαι ἔλαβον ἐντολὴν ὅπως προβοῦν εἰς τὰς ἀναγκαίας ἐνεργείας διὰ τὴν ταχυτέραν διεκπεραίωσιν τῶν σχετικῶν ὑποθέσεων, καθ' ὅσον ἡ κυβέρνησις ἐπιθυμεῖ νὰ ἀντιμετωπίσῃ ταῦτα ἐντὸς τοῦ ταχυτέρου δυνατοῦ χρονικοῦ διαστήματος. Ἐξ ἄλλου, ὡς ἐπληροφορήθημεν, εἰς τὴν σύσκεψιν ἔλαβον μέρος καὶ οἱ ἐκπρόσωποι τῶν ἐνδιαφερομένων ὀργανώσεων, οἱ ὁποῖοι ἐξέθεσαν τὰς ἀπόψεις των ἐπὶ τῶν ζητημάτων. bbox=[6, 82, 244, 188]
headline: ΣΥΝΤΟΜΟΙ ΕΡΓΑΤΙΚΑΙ ΕΙΔΗΣΕΙΣ bbox=[489, 1946, 668, 1980]
photo-caption: ΕΞΗΦΑΝΙΣΘΗ bbox=[314, 1773, 385, 1785]
headline: ΚΑΙ ΑΛΛΗ ΝΟΣΟΣ ΠΡΟΣΕΒΑΛΕ ΤΑ ΚΑΠΝΑ ΤΗΝ ΚΟΜΟΤΗΝΗΝ bbox=[264, 494, 435, 516]
headline: 40 ΣΠΟΥΔΑΣΤΑΙ ΕΙΣ ΤΗΝ ΓΥΜΝΑΣΤΙΚΗΝ ΑΚΑΔΗΜΙΑΝ bbox=[279, 337, 420, 359]
headline: (Η ΚΑΤΕΔΑΦΙΣΙΣ ΑΥΘΑΙΡΕΤΟΥ ΚΤΙΣΜΑΤΟΣ) bbox=[933, 1173, 1084, 1195]
subheading: ΑΠΟ ΤΗΝ ΔΡΑΜΑΝ bbox=[23, 1583, 106, 1593]
article-text: ΑΘΗΝΑΙ, 21. — Ὑπὸ τοῦ ὑπουργείου ἀνεκοινώθη ὅτι κατὰ τὸ προσεχὲς ἔτος θὰ διατεθοῦν τὰ ἀπαιτούμενα ποσὰ διὰ τὴν ἐκτέλεσιν τῶν ἔργων τὰ ὁποῖα ἔχουν προγραμματισθῆ. Αἱ ἀρμόδιαι ὑπηρεσίαι ἔλαβον ἐντολὴν ὅπως προβοῦν εἰς τὰς ἀναγκαίας ἐνεργείας διὰ τὴν ταχυτέραν διεκπεραίωσιν τῶν σχετικῶν ὑποθέσεων, καθ' ὅσον ἡ κυβέρνησις ἐπιθυμεῖ νὰ ἀντιμετωπίσῃ ταῦτα ἐντὸς τοῦ ταχυτέρου δυνατοῦ χρονικοῦ διαστήματος. Ἐξ ἄλλου, ὡς ἐπληροφορήθημεν, εἰς τὴν σύσκεψιν ἔλαβον μέρος καὶ οἱ ἐκπρόσωποι τῶν ἐνδιαφερομένων ὀργανώσεων, οἱ ὁποῖοι ἐξέθεσαν τὰς ἀπόψεις των ἐπὶ τῶν ζητημάτων. bbox=[258, 1482, 441, 1607]
subheading: ΑΠΟ ΤΗΝ ΚΟΜΟΤΗΝΗΝ bbox=[13, 1803, 116, 1812]
subheading: ΑΠΟ ΤΗΝ ΕΠΑΝΟΜΗΝ bbox=[138, 1471, 235, 1481]
article-text: ΑΘΗΝΑΙ, 21. — Ὑπὸ τοῦ ὑπουργείου ἀνεκοινώθη ὅτι κατὰ τὸ προσεχὲς ἔτος θὰ διατεθοῦν τὰ ἀπαιτούμενα ποσὰ διὰ τὴν ἐκτέλεσιν τῶν ἔργων τὰ ὁποῖα ἔχουν προγραμματισθῆ. Αἱ ἀρμόδιαι ὑπηρεσίαι ἔλαβον ἐντολὴν ὅπως προβοῦν εἰς τὰς ἀναγκαίας ἐνεργείας διὰ τὴν ταχυτέραν διεκπεραίωσιν τῶν σχετικῶν ὑποθέσεων, καθ' ὅσον ἡ κυβέρνησις ἐπιθυμεῖ νὰ ἀντιμετωπίσῃ ταῦτα ἐντὸς τοῦ ταχυτέρου δυνατοῦ χρονικοῦ διαστήματος. Ἐξ ἄλλου, ὡς ἐπληροφορήθημεν, εἰς τὴν σύσκεψιν ἔλαβον μέρος καὶ οἱ ἐκπρόσωποι τῶν ἐνδιαφερομένων ὀργανώσεων, οἱ ὁποῖοι ἐξέθεσαν τὰς ἀπόψεις των ἐπὶ τῶν ζητημάτων. bbox=[929, 366, 1086, 508]
subheading: ΑΠΟ ΤΗΝ ΦΛΩΡΙΝΑΝ bbox=[140, 2139, 232, 2149]
headline: ΚΑΤΑΔΙΚΗ ΔΙΕΥΘΥΝΤΟΥ ΚΙΝΗΜΑΤΟΓΡΑΦΟΥ bbox=[755, 924, 877, 946]
headline: ΑΠΕΡΓΟΥΝ ΤΗΝ ΔΕΥΤΕΡΑΝ ΕΙΣ ΘΕΣΣΑΛΙΑΝ ΟΙ ΥΠΑΛΛΗΛΟΙ ΤΩΝ ΕΓΓΕΙΩΝ ΒΕΛΤΙΩΣΕΩΝ bbox=[455, 3, 692, 109]
article-text: ΑΘΗΝΑΙ, 21. — Ὑπὸ τοῦ ὑπουργείου ἀνεκοινώθη ὅτι κατὰ τὸ προσεχὲς ἔτος θὰ διατεθοῦν τὰ ἀπαιτούμενα ποσὰ διὰ τὴν ἐκτέλεσιν τῶν ἔργων τὰ ὁποῖα ἔχουν προγραμματισθῆ. Αἱ ἀρμόδιαι ὑπηρεσίαι ἔλαβον ἐντολὴν ὅπως προβοῦν εἰς τὰς ἀναγκαίας ἐνεργείας διὰ τὴν ταχυτέραν διεκπεραίωσιν τῶν σχετικῶν ὑποθέσεων, καθ' ὅσον ἡ κυβέρνησις ἐπιθυμεῖ νὰ ἀντιμετωπίσῃ ταῦτα ἐντὸς τοῦ ταχυτέρου δυνατοῦ χρονικοῦ διαστήματος. Ἐξ ἄλλου, ὡς ἐπληροφορήθημεν, εἰς τὴν σύσκεψιν ἔλαβον μέρος καὶ οἱ ἐκπρόσωποι τῶν ἐνδιαφερομένων ὀργανώσεων, οἱ ὁποῖοι ἐξέθεσαν τὰς ἀπόψεις των ἐπὶ τῶν ζητημάτων. bbox=[455, 1500, 703, 1597]
subheading: ΕΔΑΝΕΙΖΕ ΜΕ 130% bbox=[306, 1313, 393, 1322]
article-text: ΑΘΗΝΑΙ, 21. — Ὑπὸ τοῦ ὑπουργείου ἀνεκοινώθη ὅτι κατὰ τὸ προσεχὲς ἔτος θὰ διατεθοῦν τὰ ἀπαιτούμενα ποσὰ διὰ τὴν ἐκτέλεσιν τῶν ἔργων τὰ ὁποῖα ἔχουν προγραμματισθῆ. Αἱ ἀρμόδιαι ὑπηρεσίαι ἔλαβον ἐντολὴν ὅπως προβοῦν εἰς τὰς ἀναγκαίας ἐνεργείας διὰ τὴν ταχυτέραν διεκπεραίωσιν τῶν σχετικῶν ὑποθέσεων, καθ' ὅσον ἡ κυβέρνησις ἐπιθυμεῖ νὰ ἀντιμετωπίσῃ ταῦτα ἐντὸς τοῦ ταχυτέρου δυνατοῦ χρονικοῦ διαστήματος. Ἐξ ἄλλου, ὡς ἐπληροφορήθημεν, εἰς τὴν σύσκεψιν ἔλαβον μέρος καὶ οἱ ἐκπρόσωποι τῶν ἐνδιαφερομένων ὀργανώσεων, οἱ ὁποῖοι ἐξέθεσαν τὰς ἀπόψεις των ἐπὶ τῶν ζητημάτων. bbox=[6, 1022, 244, 1129]
article-text: ΑΘΗΝΑΙ, 21. — Ὑπὸ τοῦ ὑπουργείου ἀνεκοινώθη ὅτι κατὰ τὸ προσεχὲς ἔτος θὰ διατεθοῦν τὰ ἀπαιτούμενα ποσὰ διὰ τὴν ἐκτέλεσιν τῶν ἔργων τὰ ὁποῖα ἔχουν προγραμματισθῆ. Αἱ ἀρμόδιαι ὑπηρεσίαι ἔλαβον ἐντολὴν ὅπως προβοῦν εἰς τὰς ἀναγκαίας ἐνεργείας διὰ τὴν ταχυτέραν διεκπεραίωσιν τῶν σχετικῶν ὑποθέσεων, καθ' ὅσον ἡ κυβέρνησις ἐπιθυμεῖ νὰ ἀντιμετωπίσῃ ταῦτα ἐντὸς τοῦ ταχυτέρου δυνατοῦ χρονικοῦ διαστήματος. Ἐξ ἄλλου, ὡς ἐπληροφορήθημεν, εἰς τὴν σύσκεψιν ἔλαβον μέρος καὶ οἱ ἐκπρόσωποι τῶν ἐνδιαφερομένων ὀργανώσεων, οἱ ὁποῖοι ἐξέθεσαν τὰς ἀπόψεις των ἐπὶ τῶν ζητημάτων. bbox=[1098, 479, 1255, 621]
portrait-photo bbox=[262, 1793, 359, 2015]
column-5 bbox=[923, 0, 1261, 1933]
article-text: ΑΘΗΝΑΙ, 21. — Ὑπὸ τοῦ ὑπουργείου ἀνεκοινώθη ὅτι κατὰ τὸ προσεχὲς ἔτος θὰ διατεθοῦν τὰ ἀπαιτούμενα ποσὰ διὰ τὴν ἐκτέλεσιν τῶν ἔργων τὰ ὁποῖα ἔχουν προγραμματισθῆ. Αἱ ἀρμόδιαι ὑπηρεσίαι ἔλαβον ἐντολὴν ὅπως προβοῦν εἰς τὰς ἀναγκαίας ἐνεργείας διὰ τὴν ταχυτέραν διεκπεραίωσιν τῶν σχετικῶν ὑποθέσεων, καθ' ὅσον ἡ κυβέρνησις ἐπιθυμεῖ νὰ ἀντιμετωπίσῃ ταῦτα ἐντὸς τοῦ ταχυτέρου δυνατοῦ χρονικοῦ διαστήματος. Ἐξ ἄλλου, ὡς ἐπληροφορήθημεν, εἰς τὴν σύσκεψιν ἔλαβον μέρος καὶ οἱ ἐκπρόσωποι τῶν ἐνδιαφερομένων ὀργανώσεων, οἱ ὁποῖοι ἐξέθεσαν τὰς ἀπόψεις των ἐπὶ τῶν ζητημάτων. bbox=[128, 1483, 244, 1686]
article-text: ΑΘΗΝΑΙ, 21. — Ὑπὸ τοῦ ὑπουργείου ἀνεκοινώθη ὅτι κατὰ τὸ προσεχὲς ἔτος θὰ διατεθοῦν τὰ ἀπαιτούμενα ποσὰ διὰ τὴν ἐκτέλεσιν τῶν ἔργων τὰ ὁποῖα ἔχουν προγραμματισθῆ. Αἱ ἀρμόδιαι ὑπηρεσίαι ἔλαβον ἐντολὴν ὅπως προβοῦν εἰς τὰς ἀναγκαίας ἐνεργείας διὰ τὴν ταχυτέραν διεκπεραίωσιν τῶν σχετικῶν ὑποθέσεων, καθ' ὅσον ἡ κυβέρνησις ἐπιθυμεῖ νὰ ἀντιμετωπίσῃ ταῦτα ἐντὸς τοῦ ταχυτέρου δυνατοῦ χρονικοῦ διαστήματος. Ἐξ ἄλλου, ὡς ἐπληροφορήθημεν, εἰς τὴν σύσκεψιν ἔλαβον μέρος καὶ οἱ ἐκπρόσωποι τῶν ἐνδιαφερομένων ὀργανώσεων, οἱ ὁποῖοι ἐξέθεσαν τὰς ἀπόψεις των ἐπὶ τῶν ζητημάτων. bbox=[716, 1356, 916, 1471]
subheading: ΕΙΣ ΤΟ ΚΙΛΚΙΣ bbox=[95, 559, 156, 568]
subheading: Η ΣΥΝΑΝΤΗΣΙΣ ΤΩΝ ΠΡΙΓΚΗΠΩΝ bbox=[508, 1488, 650, 1497]
article-text: ΑΘΗΝΑΙ, 21. — Ὑπὸ τοῦ ὑπουργείου ἀνεκοινώθη ὅτι κατὰ τὸ προσεχὲς ἔτος θὰ διατεθοῦν τὰ ἀπαιτούμενα ποσὰ διὰ τὴν ἐκτέλεσιν τῶν ἔργων τὰ ὁποῖα ἔχουν προγραμματισθῆ. Αἱ ἀρμόδιαι ὑπηρεσίαι ἔλαβον ἐντολὴν ὅπως προβοῦν εἰς τὰς ἀναγκαίας ἐνεργείας διὰ τὴν ταχυτέραν διεκπεραίωσιν τῶν σχετικῶν ὑποθέσεων, καθ' ὅσον ἡ κυβέρνησις ἐπιθυμεῖ νὰ ἀντιμετωπίσῃ ταῦτα ἐντὸς τοῦ ταχυτέρου δυνατοῦ χρονικοῦ διαστήματος. Ἐξ ἄλλου, ὡς ἐπληροφορήθημεν, εἰς τὴν σύσκεψιν ἔλαβον μέρος καὶ οἱ ἐκπρόσωποι τῶν ἐνδιαφερομένων ὀργανώσεων, οἱ ὁποῖοι ἐξέθεσαν τὰς ἀπόψεις των ἐπὶ τῶν ζητημάτων. bbox=[716, 262, 916, 377]
headline: ΧΩΡΙΚΗ ΕΦΟΝΕΥΘΗ ΥΠΟ ΑΥΤΟΚΙΝΗΤΟΥ ΕΝΩ ΠΡΟΣΕΠΑΘΕΙ ΝΑ ΔΙΑΣΩΣΗ ΜΙΚΡΑΝ bbox=[265, 4, 434, 35]
column-2 bbox=[251, 0, 448, 2181]
article-text: ΑΘΗΝΑΙ, 21. — Ὑπὸ τοῦ ὑπουργείου ἀνεκοινώθη ὅτι κατὰ τὸ προσεχὲς ἔτος θὰ διατεθοῦν τὰ ἀπαιτούμενα ποσὰ διὰ τὴν ἐκτέλεσιν τῶν ἔργων τὰ ὁποῖα ἔχουν προγραμματισθῆ. Αἱ ἀρμόδιαι ὑπηρεσίαι ἔλαβον ἐντολὴν ὅπως προβοῦν εἰς τὰς ἀναγκαίας ἐνεργείας διὰ τὴν ταχυτέραν διεκπεραίωσιν τῶν σχετικῶν ὑποθέσεων, καθ' ὅσον ἡ κυβέρνησις ἐπιθυμεῖ νὰ ἀντιμετωπίσῃ ταῦτα ἐντὸς τοῦ ταχυτέρου δυνατοῦ χρονικοῦ διαστήματος. Ἐξ ἄλλου, ὡς ἐπληροφορήθημεν, εἰς τὴν σύσκεψιν ἔλαβον μέρος καὶ οἱ ἐκπρόσωποι τῶν ἐνδιαφερομένων ὀργανώσεων, οἱ ὁποῖοι ἐξέθεσαν τὰς ἀπόψεις των ἐπὶ τῶν ζητημάτων. bbox=[455, 534, 703, 633]
headline: ΟΚΤΩ ΤΡΑΥΜΑΤΙΑΙ ΕΙΣ ΤΗΝ ΘΕΣΣΑΛΟΝΙΚΗΝ ΑΠΟ ΑΥΤΟΚΙΝΗΤΑ, ΜΟΤΟΣΥΚΛΕΤΤΑΣ, ΚΑΡΡΑ bbox=[6, 686, 229, 752]
article-text: ΑΘΗΝΑΙ, 21. — Ὑπὸ τοῦ ὑπουργείου ἀνεκοινώθη ὅτι κατὰ τὸ προσεχὲς ἔτος θὰ διατεθοῦν τὰ ἀπαιτούμενα ποσὰ διὰ τὴν ἐκτέλεσιν τῶν ἔργων τὰ ὁποῖα ἔχουν προγραμματισθῆ. Αἱ ἀρμόδιαι ὑπηρεσίαι ἔλαβον ἐντολὴν ὅπως προβοῦν εἰς τὰς ἀναγκαίας ἐνεργείας διὰ τὴν ταχυτέραν διεκπεραίωσιν τῶν σχετικῶν ὑποθέσεων, καθ' ὅσον ἡ κυβέρνησις ἐπιθυμεῖ νὰ ἀντιμετωπίσῃ ταῦτα ἐντὸς τοῦ ταχυτέρου δυνατοῦ χρονικοῦ διαστήματος. Ἐξ ἄλλου, ὡς ἐπληροφορήθημεν, εἰς τὴν σύσκεψιν ἔλαβον μέρος καὶ οἱ ἐκπρόσωποι τῶν ἐνδιαφερομένων ὀργανώσεων, οἱ ὁποῖοι ἐξέθεσαν τὰς ἀπόψεις των ἐπὶ τῶν ζητημάτων. bbox=[128, 2371, 244, 2574]
article-text: ΑΘΗΝΑΙ, 21. — Ὑπὸ τοῦ ὑπουργείου ἀνεκοινώθη ὅτι κατὰ τὸ προσεχὲς ἔτος θὰ διατεθοῦν τὰ ἀπαιτούμενα ποσὰ διὰ τὴν ἐκτέλεσιν τῶν ἔργων τὰ ὁποῖα ἔχουν προγραμματισθῆ. Αἱ ἀρμόδιαι ὑπηρεσίαι ἔλαβον ἐντολὴν ὅπως προβοῦν εἰς τὰς ἀναγκαίας ἐνεργείας διὰ τὴν ταχυτέραν διεκπεραίωσιν τῶν σχετικῶν ὑποθέσεων, καθ' ὅσον ἡ κυβέρνησις ἐπιθυμεῖ νὰ ἀντιμετωπίσῃ ταῦτα ἐντὸς τοῦ ταχυτέρου δυνατοῦ χρονικοῦ διαστήματος. Ἐξ ἄλλου, ὡς ἐπληροφορήθημεν, εἰς τὴν σύσκεψιν ἔλαβον μέρος καὶ οἱ ἐκπρόσωποι τῶν ἐνδιαφερομένων ὀργανώσεων, οἱ ὁποῖοι ἐξέθεσαν τὰς ἀπόψεις των ἐπὶ τῶν ζητημάτων. bbox=[258, 1639, 441, 1764]
subheading: ΑΠΟ ΤΑ ΓΙΑΝΝΙΤΣΑ bbox=[22, 2463, 106, 2472]
headline: ΘΑ ΕΠΙΣΚΕΦΘΗ ΚΑΙ ΑΛΛΑΣ ΠΟΛΕΙΣ bbox=[929, 41, 1255, 60]
article-text: ΑΘΗΝΑΙ, 21. — Ὑπὸ τοῦ ὑπουργείου ἀνεκοινώθη ὅτι κατὰ τὸ προσεχὲς ἔτος θὰ διατεθοῦν τὰ ἀπαιτούμενα ποσὰ διὰ τὴν ἐκτέλεσιν τῶν ἔργων τὰ ὁποῖα ἔχουν προγραμματισθῆ. Αἱ ἀρμόδιαι ὑπηρεσίαι ἔλαβον ἐντολὴν ὅπως προβοῦν εἰς τὰς ἀναγκαίας ἐνεργείας διὰ τὴν ταχυτέραν διεκπεραίωσιν τῶν σχετικῶν ὑποθέσεων, καθ' ὅσον ἡ κυβέρνησις ἐπιθυμεῖ νὰ ἀντιμετωπίσῃ ταῦτα ἐντὸς τοῦ ταχυτέρου δυνατοῦ χρονικοῦ διαστήματος. Ἐξ ἄλλου, ὡς ἐπληροφορήθημεν, εἰς τὴν σύσκεψιν ἔλαβον μέρος καὶ οἱ ἐκπρόσωποι τῶν ἐνδιαφερομένων ὀργανώσεων, οἱ ὁποῖοι ἐξέθεσαν τὰς ἀπόψεις των ἐπὶ τῶν ζητημάτων. bbox=[1095, 1115, 1255, 1257]
subheading: ΑΠΟ ΤΑ ΚΟΥΦΑΛΙΑ bbox=[144, 2359, 229, 2369]
headline: ΖΗΤΟΥΝ ΑΥΞΗΣΙΝ ΑΠΟΔΟΧΩΝ ΚΑΤΑ 10 Ο/Ο bbox=[455, 113, 703, 153]
article-text: ΑΘΗΝΑΙ, 21. — Ὑπὸ τοῦ ὑπουργείου ἀνεκοινώθη ὅτι κατὰ τὸ προσεχὲς ἔτος θὰ διατεθοῦν τὰ ἀπαιτούμενα ποσὰ διὰ τὴν ἐκτέλεσιν τῶν ἔργων τὰ ὁποῖα ἔχουν προγραμματισθῆ. Αἱ ἀρμόδιαι ὑπηρεσίαι ἔλαβον ἐντολὴν ὅπως προβοῦν εἰς τὰς ἀναγκαίας ἐνεργείας διὰ τὴν ταχυτέραν διεκπεραίωσιν τῶν σχετικῶν ὑποθέσεων, καθ' ὅσον ἡ κυβέρνησις ἐπιθυμεῖ νὰ ἀντιμετωπίσῃ ταῦτα ἐντὸς τοῦ ταχυτέρου δυνατοῦ χρονικοῦ διαστήματος. Ἐξ ἄλλου, ὡς ἐπληροφορήθημεν, εἰς τὴν σύσκεψιν ἔλαβον μέρος καὶ οἱ ἐκπρόσωποι τῶν ἐνδιαφερομένων ὀργανώσεων, οἱ ὁποῖοι ἐξέθεσαν τὰς ἀπόψεις των ἐπὶ τῶν ζητημάτων. bbox=[716, 800, 916, 915]
article-text: ΑΘΗΝΑΙ, 21. — Ὑπὸ τοῦ ὑπουργείου ἀνεκοινώθη ὅτι κατὰ τὸ προσεχὲς ἔτος θὰ διατεθοῦν τὰ ἀπαιτούμενα ποσὰ διὰ τὴν ἐκτέλεσιν τῶν ἔργων τὰ ὁποῖα ἔχουν προγραμματισθῆ. Αἱ ἀρμόδιαι ὑπηρεσίαι ἔλαβον ἐντολὴν ὅπως προβοῦν εἰς τὰς ἀναγκαίας ἐνεργείας διὰ τὴν ταχυτέραν διεκπεραίωσιν τῶν σχετικῶν ὑποθέσεων, καθ' ὅσον ἡ κυβέρνησις ἐπιθυμεῖ νὰ ἀντιμετωπίσῃ ταῦτα ἐντὸς τοῦ ταχυτέρου δυνατοῦ χρονικοῦ διαστήματος. Ἐξ ἄλλου, ὡς ἐπληροφορήθημεν, εἰς τὴν σύσκεψιν ἔλαβον μέρος καὶ οἱ ἐκπρόσωποι τῶν ἐνδιαφερομένων ὀργανώσεων, οἱ ὁποῖοι ἐξέθεσαν τὰς ἀπόψεις των ἐπὶ τῶν ζητημάτων. bbox=[258, 1009, 441, 1133]
article-text: ΑΘΗΝΑΙ, 21. — Ὑπὸ τοῦ ὑπουργείου ἀνεκοινώθη ὅτι κατὰ τὸ προσεχὲς ἔτος θὰ διατεθοῦν τὰ ἀπαιτούμενα ποσὰ διὰ τὴν ἐκτέλεσιν τῶν ἔργων τὰ ὁποῖα ἔχουν προγραμματισθῆ. Αἱ ἀρμόδιαι ὑπηρεσίαι ἔλαβον ἐντολὴν ὅπως προβοῦν εἰς τὰς ἀναγκαίας ἐνεργείας διὰ τὴν ταχυτέραν διεκπεραίωσιν τῶν σχετικῶν ὑποθέσεων, καθ' ὅσον ἡ κυβέρνησις ἐπιθυμεῖ νὰ ἀντιμετωπίσῃ ταῦτα ἐντὸς τοῦ ταχυτέρου δυνατοῦ χρονικοῦ διαστήματος. Ἐξ ἄλλου, ὡς ἐπληροφορήθημεν, εἰς τὴν σύσκεψιν ἔλαβον μέρος καὶ οἱ ἐκπρόσωποι τῶν ἐνδιαφερομένων ὀργανώσεων, οἱ ὁποῖοι ἐξέθεσαν τὰς ἀπόψεις των ἐπὶ τῶν ζητημάτων. bbox=[1098, 110, 1255, 252]
article-text: ΑΘΗΝΑΙ, 21. — Ὑπὸ τοῦ ὑπουργείου ἀνεκοινώθη ὅτι κατὰ τὸ προσεχὲς ἔτος θὰ διατεθοῦν τὰ ἀπαιτούμενα ποσὰ διὰ τὴν ἐκτέλεσιν τῶν ἔργων τὰ ὁποῖα ἔχουν προγραμματισθῆ. Αἱ ἀρμόδιαι ὑπηρεσίαι ἔλαβον ἐντολὴν ὅπως προβοῦν εἰς τὰς ἀναγκαίας ἐνεργείας διὰ τὴν ταχυτέραν διεκπεραίωσιν τῶν σχετικῶν ὑποθέσεων, καθ' ὅσον ἡ κυβέρνησις ἐπιθυμεῖ νὰ ἀντιμετωπίσῃ ταῦτα ἐντὸς τοῦ ταχυτέρου δυνατοῦ χρονικοῦ διαστήματος. Ἐξ ἄλλου, ὡς ἐπληροφορήθημεν, εἰς τὴν σύσκεψιν ἔλαβον μέρος καὶ οἱ ἐκπρόσωποι τῶν ἐνδιαφερομένων ὀργανώσεων, οἱ ὁποῖοι ἐξέθεσαν τὰς ἀπόψεις των ἐπὶ τῶν ζητημάτων. bbox=[258, 1166, 441, 1291]
article-text: ΑΘΗΝΑΙ, 21. — Ὑπὸ τοῦ ὑπουργείου ἀνεκοινώθη ὅτι κατὰ τὸ προσεχὲς ἔτος θὰ διατεθοῦν τὰ ἀπαιτούμενα ποσὰ διὰ τὴν ἐκτέλεσιν τῶν ἔργων τὰ ὁποῖα ἔχουν προγραμματισθῆ. Αἱ ἀρμόδιαι ὑπηρεσίαι ἔλαβον ἐντολὴν ὅπως προβοῦν εἰς τὰς ἀναγκαίας ἐνεργείας διὰ τὴν ταχυτέραν διεκπεραίωσιν τῶν σχετικῶν ὑποθέσεων, καθ' ὅσον ἡ κυβέρνησις ἐπιθυμεῖ νὰ ἀντιμετωπίσῃ ταῦτα ἐντὸς τοῦ ταχυτέρου δυνατοῦ χρονικοῦ διαστήματος. Ἐξ ἄλλου, ὡς ἐπληροφορήθημεν, εἰς τὴν σύσκεψιν ἔλαβον μέρος καὶ οἱ ἐκπρόσωποι τῶν ἐνδιαφερομένων ὀργανώσεων, οἱ ὁποῖοι ἐξέθεσαν τὰς ἀπόψεις των ἐπὶ τῶν ζητημάτων. bbox=[929, 1343, 1089, 1485]
headline: ΠΕΡΙΟΡΙΖΟΝΤΑΙ ΕΙΣ ΤΟ ΠΟΛΥΤΕΧΝΕΙΟΝ ΑΙ ΠΟΛΛΑΙ ΕΞΕΤΑΣΕΙΣ bbox=[281, 170, 418, 203]
headline: ΑΠΗΡΤΗΣΕΝ ΕΙΣ ΒΟΛΟΝ ΤΟ ΠΡΟΣΩΠΙΚΟΝ ΤΗΣ ΕΤΑΙΡΕΙΑΣ ΜΑΤΣΑΓΓΟΥ bbox=[275, 976, 424, 1007]
article-text: ΑΘΗΝΑΙ, 21. — Ὑπὸ τοῦ ὑπουργείου ἀνεκοινώθη ὅτι κατὰ τὸ προσεχὲς ἔτος θὰ διατεθοῦν τὰ ἀπαιτούμενα ποσὰ διὰ τὴν ἐκτέλεσιν τῶν ἔργων τὰ ὁποῖα ἔχουν προγραμματισθῆ. Αἱ ἀρμόδιαι ὑπηρεσίαι ἔλαβον ἐντολὴν ὅπως προβοῦν εἰς τὰς ἀναγκαίας ἐνεργείας διὰ τὴν ταχυτέραν διεκπεραίωσιν τῶν σχετικῶν ὑποθέσεων, καθ' ὅσον ἡ κυβέρνησις ἐπιθυμεῖ νὰ ἀντιμετωπίσῃ ταῦτα ἐντὸς τοῦ ταχυτέρου δυνατοῦ χρονικοῦ διαστήματος. Ἐξ ἄλλου, ὡς ἐπληροφορήθημεν, εἰς τὴν σύσκεψιν ἔλαβον μέρος καὶ οἱ ἐκπρόσωποι τῶν ἐνδιαφερομένων ὀργανώσεων, οἱ ὁποῖοι ἐξέθεσαν τὰς ἀπόψεις των ἐπὶ τῶν ζητημάτων. bbox=[716, 143, 916, 258]
article-text: ΑΘΗΝΑΙ, 21. — Ὑπὸ τοῦ ὑπουργείου ἀνεκοινώθη ὅτι κατὰ τὸ προσεχὲς ἔτος θὰ διατεθοῦν τὰ ἀπαιτούμενα ποσὰ διὰ τὴν ἐκτέλεσιν τῶν ἔργων τὰ ὁποῖα ἔχουν προγραμματισθῆ. Αἱ ἀρμόδιαι ὑπηρεσίαι ἔλαβον ἐντολὴν ὅπως προβοῦν εἰς τὰς ἀναγκαίας ἐνεργείας διὰ τὴν ταχυτέραν διεκπεραίωσιν τῶν σχετικῶν ὑποθέσεων, καθ' ὅσον ἡ κυβέρνησις ἐπιθυμεῖ νὰ ἀντιμετωπίσῃ ταῦτα ἐντὸς τοῦ ταχυτέρου δυνατοῦ χρονικοῦ διαστήματος. Ἐξ ἄλλου, ὡς ἐπληροφορήθημεν, εἰς τὴν σύσκεψιν ἔλαβον μέρος καὶ οἱ ἐκπρόσωποι τῶν ἐνδιαφερομένων ὀργανώσεων, οἱ ὁποῖοι ἐξέθεσαν τὰς ἀπόψεις των ἐπὶ τῶν ζητημάτων. bbox=[128, 1712, 244, 1915]
subheading: ΤΕΛΟΥΝ ΕΝ ΑΝΑΣΤΑΤΩΣΕΙ bbox=[521, 637, 637, 646]
article-text: ΑΘΗΝΑΙ, 21. — Ὑπὸ τοῦ ὑπουργείου ἀνεκοινώθη ὅτι κατὰ τὸ προσεχὲς ἔτος θὰ διατεθοῦν τὰ ἀπαιτούμενα ποσὰ διὰ τὴν ἐκτέλεσιν τῶν ἔργων τὰ ὁποῖα ἔχουν προγραμματισθῆ. Αἱ ἀρμόδιαι ὑπηρεσίαι ἔλαβον ἐντολὴν ὅπως προβοῦν εἰς τὰς ἀναγκαίας ἐνεργείας διὰ τὴν ταχυτέραν διεκπεραίωσιν τῶν σχετικῶν ὑποθέσεων, καθ' ὅσον ἡ κυβέρνησις ἐπιθυμεῖ νὰ ἀντιμετωπίσῃ ταῦτα ἐντὸς τοῦ ταχυτέρου δυνατοῦ χρονικοῦ διαστήματος. Ἐξ ἄλλου, ὡς ἐπληροφορήθημεν, εἰς τὴν σύσκεψιν ἔλαβον μέρος καὶ οἱ ἐκπρόσωποι τῶν ἐνδιαφερομένων ὀργανώσεων, οἱ ὁποῖοι ἐξέθεσαν τὰς ἀπόψεις των ἐπὶ τῶν ζητημάτων. bbox=[455, 421, 703, 519]
